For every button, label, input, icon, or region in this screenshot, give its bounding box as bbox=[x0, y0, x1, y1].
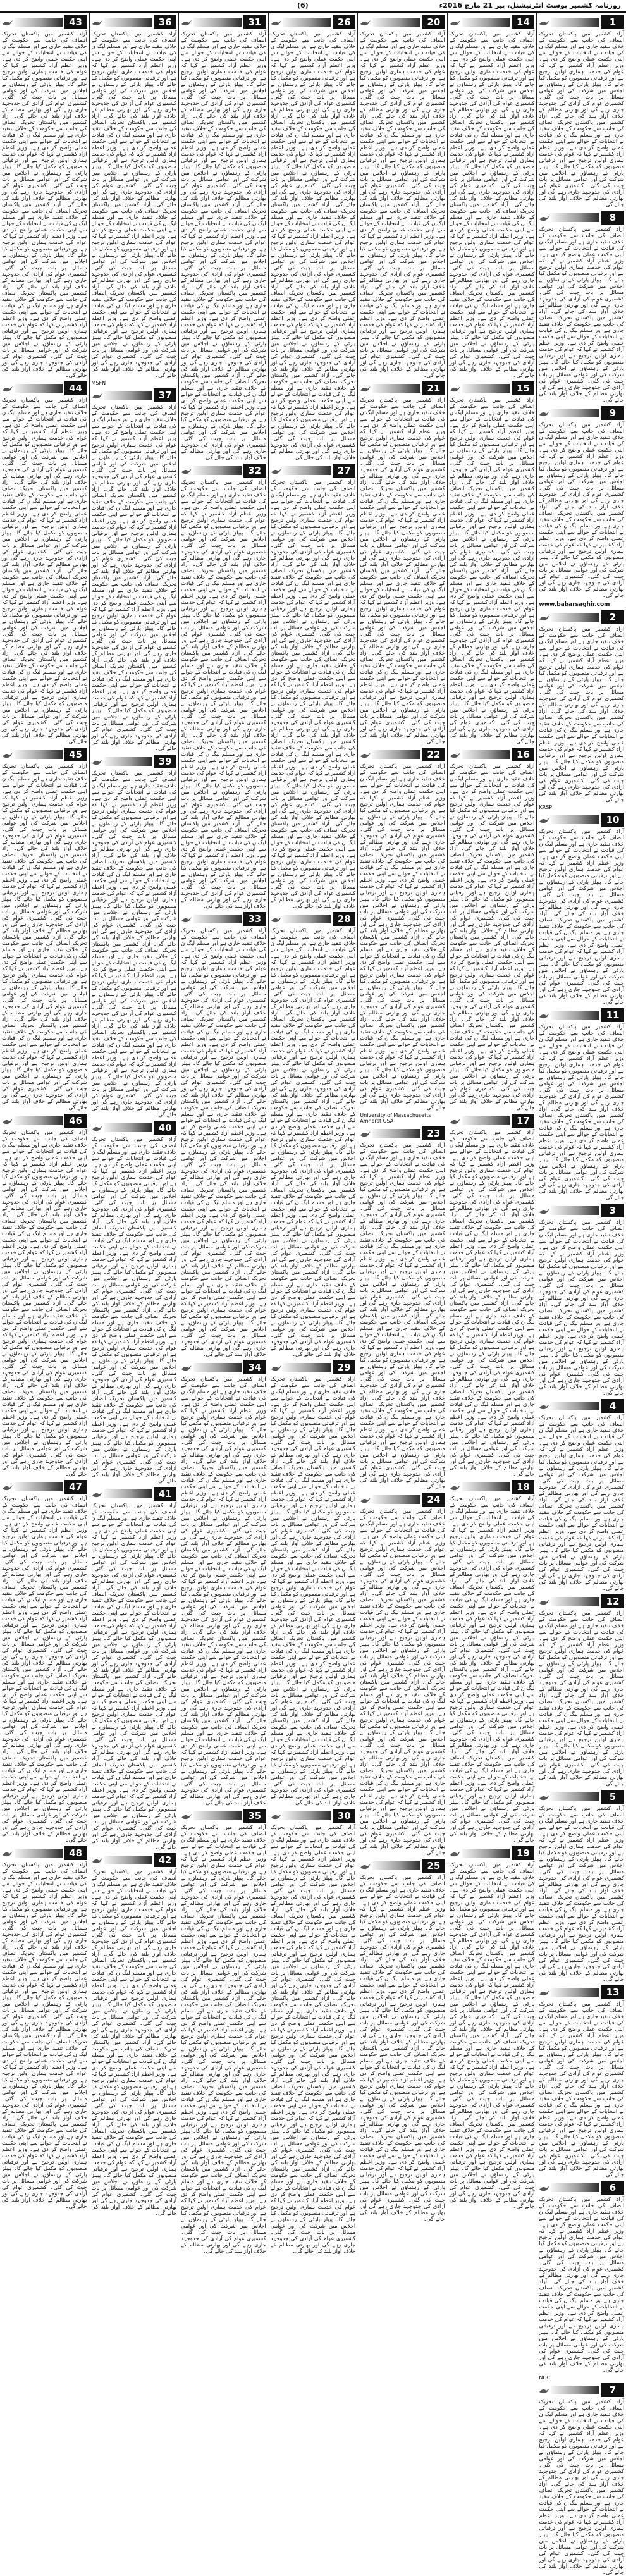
item-heading bbox=[2, 15, 87, 29]
item-heading bbox=[2, 381, 87, 395]
bird-icon bbox=[539, 2386, 550, 2394]
item-number: 45 bbox=[64, 748, 87, 761]
item-heading bbox=[92, 1121, 177, 1135]
item-text: آزاد کشمیر میں پاکستان تحریک انصاف کی جانب سے حکومت کے خلاف تنقید جاری ہے اور مسلم لیگ ن کی قیادت نے انتخابات کے حوالے سے اپنی حکمت عملی واضح کر دی ہے۔ وزیر اعظم آزاد کشمیر نے کہا کہ عوام کی خدمت ہماری اولین ترجیح ہے اور ترقیاتی منصوبوں کو مکمل کیا جائے گا۔ پیپلز پارٹی کے رہنماؤں نے اجلاس میں شرکت کی اور عوامی مسائل پر بات چیت کی گئی۔ کشمیری عوام کی آزادی کی جدوجہد جاری رہے گی اور بھارتی مظالم کے خلاف آواز بلند کی جائے گی۔ آزاد کشمیر میں پاکستان تحریک انصاف کی جانب سے حکومت کے خلاف تنقید جاری ہے اور مسلم لیگ ن کی قیادت نے انتخابات کے حوالے سے اپنی حکمت عملی واضح کر دی ہے۔ وزیر اعظم آزاد کشمیر نے کہا کہ عوام کی خدمت ہماری اولین ترجیح ہے اور ترقیاتی منصوبوں کو مکمل کیا جائے گا۔ پیپلز پارٹی کے رہنماؤں نے اجلاس میں شرکت کی اور عوامی مسائل پر بات چیت کی گئی۔ کشمیری عوام کی آزادی کی جدوجہد جاری رہے گی اور بھارتی مظالم کے خلاف آواز بلند کی جائے گی۔ آزاد کشمیر میں پاکستان تحریک انصاف کی جانب سے حکومت کے خلاف تنقید جاری ہے اور مسلم لیگ ن کی قیادت نے انتخابات کے حوالے سے اپنی حکمت عملی واضح کر دی ہے۔ وزیر اعظم آزاد کشمیر نے کہا کہ عوام کی خدمت ہماری اولین ترجیح ہے اور ترقیاتی منصوبوں کو مکمل کیا جائے گا۔ پیپلز پارٹی کے رہنماؤں نے اجلاس میں شرکت کی اور عوامی مسائل پر بات چیت کی گئی۔ کشمیری عوام کی آزادی کی جدوجہد جاری رہے گی اور بھارتی مظالم کے خلاف آواز بلند کی جائے گی۔ آزاد کشمیر میں پاکستان تحریک انصاف کی جانب سے حکومت کے خلاف تنقید جاری ہے اور مسلم لیگ ن کی قیادت نے انتخابات کے حوالے سے اپنی حکمت عملی واضح کر دی ہے۔ وزیر اعظم آزاد کشمیر نے کہا کہ عوام کی خدمت ہماری اولین ترجیح ہے اور ترقیاتی منصوبوں کو مکمل کیا جائے گا۔ پیپلز پارٹی کے رہنماؤں نے اجلاس میں شرکت کی اور عوامی مسائل پر بات چیت کی گئی۔ کشمیری عوام کی آزادی کی جدوجہد جاری رہے گی اور بھارتی مظالم کے خلاف آواز بلند کی جائے گی۔ bbox=[1, 1496, 87, 1844]
gradient-bar bbox=[372, 18, 420, 27]
item-heading bbox=[539, 1204, 624, 1217]
bird-icon bbox=[181, 915, 192, 923]
item-heading bbox=[92, 1853, 177, 1867]
bird-icon bbox=[2, 1482, 13, 1491]
item-heading bbox=[450, 1846, 535, 1860]
bird-icon bbox=[450, 1482, 461, 1491]
item-number: 47 bbox=[64, 1480, 87, 1494]
item-text: آزاد کشمیر میں پاکستان تحریک انصاف کی جانب سے حکومت کے خلاف تنقید جاری ہے اور مسلم لیگ ن کی قیادت نے انتخابات کے حوالے سے اپنی حکمت عملی واضح کر دی ہے۔ وزیر اعظم آزاد کشمیر نے کہا کہ عوام کی خدمت ہماری اولین ترجیح ہے اور ترقیاتی منصوبوں کو مکمل کیا جائے گا۔ پیپلز پارٹی کے رہنماؤں نے اجلاس میں شرکت کی اور عوامی مسائل پر بات چیت کی گئی۔ کشمیری عوام کی آزادی کی جدوجہد جاری رہے گی اور بھارتی مظالم کے خلاف آواز بلند کی جائے گی۔ آزاد کشمیر میں پاکستان تحریک انصاف کی جانب سے حکومت کے خلاف تنقید جاری ہے اور مسلم لیگ ن کی قیادت نے انتخابات کے حوالے سے اپنی حکمت عملی واضح کر دی ہے۔ وزیر اعظم آزاد کشمیر نے کہا کہ عوام کی خدمت ہماری اولین ترجیح ہے اور ترقیاتی منصوبوں کو مکمل کیا جائے گا۔ پیپلز پارٹی کے رہنماؤں نے اجلاس میں شرکت کی اور عوامی مسائل پر بات چیت کی گئی۔ کشمیری عوام کی آزادی کی جدوجہد جاری رہے گی اور بھارتی مظالم کے خلاف آواز بلند کی جائے گی۔ آزاد کشمیر میں پاکستان تحریک انصاف کی جانب سے حکومت کے خلاف تنقید جاری ہے اور مسلم لیگ ن کی قیادت نے انتخابات کے حوالے سے اپنی حکمت عملی واضح کر دی ہے۔ وزیر اعظم آزاد کشمیر نے کہا کہ عوام کی خدمت ہماری اولین ترجیح ہے اور ترقیاتی منصوبوں کو مکمل کیا جائے گا۔ پیپلز پارٹی کے رہنماؤں نے اجلاس میں شرکت کی اور عوامی مسائل پر بات چیت کی گئی۔ کشمیری عوام کی آزادی کی جدوجہد جاری رہے گی اور بھارتی مظالم کے خلاف آواز بلند کی جائے گی۔ آزاد کشمیر میں پاکستان تحریک انصاف کی جانب سے حکومت کے خلاف تنقید جاری ہے اور مسلم لیگ ن کی قیادت نے انتخابات کے حوالے سے اپنی حکمت عملی واضح کر دی ہے۔ وزیر اعظم آزاد کشمیر نے کہا کہ عوام کی خدمت ہماری اولین ترجیح ہے اور ترقیاتی منصوبوں کو مکمل کیا جائے گا۔ پیپلز پارٹی کے رہنماؤں نے اجلاس میں شرکت کی اور عوامی مسائل پر بات چیت کی گئی۔ کشمیری عوام کی آزادی کی جدوجہد جاری رہے گی اور بھارتی مظالم کے خلاف آواز بلند کی جائے گی۔ bbox=[360, 397, 445, 745]
news-item bbox=[2, 15, 87, 379]
item-text: آزاد کشمیر میں پاکستان تحریک انصاف کی جانب سے حکومت کے خلاف تنقید جاری ہے اور مسلم لیگ ن کی قیادت نے انتخابات کے حوالے سے اپنی حکمت عملی واضح کر دی ہے۔ وزیر اعظم آزاد کشمیر نے کہا کہ عوام کی خدمت ہماری اولین ترجیح ہے اور ترقیاتی منصوبوں کو مکمل کیا جائے گا۔ پیپلز پارٹی کے رہنماؤں نے اجلاس میں شرکت کی اور عوامی مسائل پر بات چیت کی گئی۔ کشمیری عوام کی آزادی کی جدوجہد جاری رہے گی اور بھارتی مظالم کے خلاف آواز بلند کی جائے گی۔ آزاد کشمیر میں پاکستان تحریک انصاف کی جانب سے حکومت کے خلاف تنقید جاری ہے اور مسلم لیگ ن کی قیادت نے انتخابات کے حوالے سے اپنی حکمت عملی واضح کر دی ہے۔ وزیر اعظم آزاد کشمیر نے کہا کہ عوام کی خدمت ہماری اولین ترجیح ہے اور ترقیاتی منصوبوں کو مکمل کیا جائے گا۔ پیپلز پارٹی کے رہنماؤں نے اجلاس میں شرکت کی اور عوامی مسائل پر بات چیت کی گئی۔ کشمیری عوام کی آزادی کی جدوجہد جاری رہے گی اور بھارتی مظالم کے خلاف آواز بلند کی جائے گی۔ آزاد کشمیر میں پاکستان تحریک انصاف کی جانب سے حکومت کے خلاف تنقید جاری ہے اور مسلم لیگ ن کی قیادت نے انتخابات کے حوالے سے اپنی حکمت عملی واضح کر دی ہے۔ وزیر اعظم آزاد کشمیر نے کہا کہ عوام کی خدمت ہماری اولین ترجیح ہے اور ترقیاتی منصوبوں کو مکمل کیا جائے گا۔ پیپلز پارٹی کے رہنماؤں نے اجلاس میں شرکت کی اور عوامی مسائل پر بات چیت کی گئی۔ کشمیری عوام کی آزادی کی جدوجہد جاری رہے گی اور بھارتی مظالم کے خلاف آواز بلند کی جائے گی۔ آزاد کشمیر میں پاکستان تحریک انصاف کی جانب سے حکومت کے خلاف تنقید جاری ہے اور مسلم لیگ ن کی قیادت نے انتخابات کے حوالے سے اپنی حکمت عملی واضح کر دی ہے۔ وزیر اعظم آزاد کشمیر نے کہا کہ عوام کی خدمت ہماری اولین ترجیح ہے اور ترقیاتی منصوبوں کو مکمل کیا جائے گا۔ پیپلز پارٹی کے رہنماؤں نے اجلاس میں شرکت کی اور عوامی مسائل پر بات چیت کی گئی۔ کشمیری عوام کی آزادی کی جدوجہد جاری رہے گی اور بھارتی مظالم کے خلاف آواز بلند کی جائے گی۔ آزاد کشمیر میں پاکستان تحریک انصاف کی جانب سے حکومت کے خلاف تنقید جاری ہے اور مسلم لیگ ن کی قیادت نے انتخابات کے حوالے سے اپنی حکمت عملی واضح کر دی ہے۔ وزیر اعظم آزاد کشمیر نے کہا کہ عوام کی خدمت ہماری اولین ترجیح ہے اور ترقیاتی منصوبوں کو مکمل کیا جائے گا۔ پیپلز پارٹی کے رہنماؤں نے اجلاس میں شرکت کی اور عوامی مسائل پر بات چیت کی گئی۔ کشمیری عوام کی آزادی کی جدوجہد جاری رہے گی اور بھارتی مظالم کے خلاف آواز بلند کی جائے گی۔ bbox=[270, 928, 356, 1358]
gradient-bar bbox=[551, 2386, 599, 2394]
item-number: 48 bbox=[64, 1846, 87, 1860]
item-text: آزاد کشمیر میں پاکستان تحریک انصاف کی جانب سے حکومت کے خلاف تنقید جاری ہے اور مسلم لیگ ن کی قیادت نے انتخابات کے حوالے سے اپنی حکمت عملی واضح کر دی ہے۔ وزیر اعظم آزاد کشمیر نے کہا کہ عوام کی خدمت ہماری اولین ترجیح ہے اور ترقیاتی منصوبوں کو مکمل کیا جائے گا۔ پیپلز پارٹی کے رہنماؤں نے اجلاس میں شرکت کی اور عوامی مسائل پر بات چیت کی گئی۔ کشمیری عوام کی آزادی کی جدوجہد جاری رہے گی اور بھارتی مظالم کے خلاف آواز بلند کی جائے گی۔ آزاد کشمیر میں پاکستان تحریک انصاف کی جانب سے حکومت کے خلاف تنقید جاری ہے اور مسلم لیگ ن کی قیادت نے انتخابات کے حوالے سے اپنی حکمت عملی واضح کر دی ہے۔ وزیر اعظم آزاد کشمیر نے کہا کہ عوام کی خدمت ہماری اولین ترجیح ہے اور ترقیاتی منصوبوں کو مکمل کیا جائے گا۔ پیپلز پارٹی کے رہنماؤں نے اجلاس میں شرکت کی اور عوامی مسائل پر بات چیت کی گئی۔ کشمیری عوام کی آزادی کی جدوجہد جاری رہے گی اور بھارتی مظالم کے خلاف آواز بلند کی جائے گی۔ آزاد کشمیر میں پاکستان تحریک انصاف کی جانب سے حکومت کے خلاف تنقید جاری ہے اور مسلم لیگ ن کی قیادت نے انتخابات کے حوالے سے اپنی حکمت عملی واضح کر دی ہے۔ وزیر اعظم آزاد کشمیر نے کہا کہ عوام کی خدمت ہماری اولین ترجیح ہے اور ترقیاتی منصوبوں کو مکمل کیا جائے گا۔ پیپلز پارٹی کے رہنماؤں نے اجلاس میں شرکت کی اور عوامی مسائل پر بات چیت کی گئی۔ کشمیری عوام کی آزادی کی جدوجہد جاری رہے گی اور بھارتی مظالم کے خلاف آواز بلند کی جائے گی۔ آزاد کشمیر میں پاکستان تحریک انصاف کی جانب سے حکومت کے خلاف تنقید جاری ہے اور مسلم لیگ ن کی قیادت نے انتخابات کے حوالے سے اپنی حکمت عملی واضح کر دی ہے۔ وزیر اعظم آزاد کشمیر نے کہا کہ عوام کی خدمت ہماری اولین ترجیح ہے اور ترقیاتی منصوبوں کو مکمل کیا جائے گا۔ پیپلز پارٹی کے رہنماؤں نے اجلاس میں شرکت کی اور عوامی مسائل پر بات چیت کی گئی۔ کشمیری عوام کی آزادی کی جدوجہد جاری رہے گی اور بھارتی مظالم کے خلاف آواز بلند کی جائے گی۔ آزاد کشمیر میں پاکستان تحریک انصاف کی جانب سے حکومت کے خلاف تنقید جاری ہے اور مسلم لیگ ن کی قیادت نے انتخابات کے حوالے سے اپنی حکمت عملی واضح کر دی ہے۔ وزیر اعظم آزاد کشمیر نے کہا کہ عوام کی خدمت ہماری اولین ترجیح ہے اور ترقیاتی منصوبوں کو مکمل کیا جائے گا۔ پیپلز پارٹی کے رہنماؤں نے اجلاس میں شرکت کی اور عوامی مسائل پر بات چیت کی گئی۔ کشمیری عوام کی آزادی کی جدوجہد جاری رہے گی اور بھارتی مظالم کے خلاف آواز بلند کی جائے گی۔ bbox=[181, 1825, 266, 2255]
item-text: آزاد کشمیر میں پاکستان تحریک انصاف کی جانب سے حکومت کے خلاف تنقید جاری ہے اور مسلم لیگ ن کی قیادت نے انتخابات کے حوالے سے اپنی حکمت عملی واضح کر دی ہے۔ وزیر اعظم آزاد کشمیر نے کہا کہ عوام کی خدمت ہماری اولین ترجیح ہے اور ترقیاتی منصوبوں کو مکمل کیا جائے گا۔ پیپلز پارٹی کے رہنماؤں نے اجلاس میں شرکت کی اور عوامی مسائل پر بات چیت کی گئی۔ کشمیری عوام کی آزادی کی جدوجہد جاری رہے گی اور بھارتی مظالم کے خلاف آواز بلند کی جائے گی۔ آزاد کشمیر میں پاکستان تحریک انصاف کی جانب سے حکومت کے خلاف تنقید جاری ہے اور مسلم لیگ ن کی قیادت نے انتخابات کے حوالے سے اپنی حکمت عملی واضح کر دی ہے۔ وزیر اعظم آزاد کشمیر نے کہا کہ عوام کی خدمت ہماری اولین ترجیح ہے اور ترقیاتی منصوبوں کو مکمل کیا جائے گا۔ پیپلز پارٹی کے رہنماؤں نے اجلاس میں شرکت کی اور عوامی مسائل پر بات چیت کی گئی۔ کشمیری عوام کی آزادی کی جدوجہد جاری رہے گی اور بھارتی مظالم کے خلاف آواز بلند کی جائے گی۔ آزاد کشمیر میں پاکستان تحریک انصاف کی جانب سے حکومت کے خلاف تنقید جاری ہے اور مسلم لیگ ن کی قیادت نے انتخابات کے حوالے سے اپنی حکمت عملی واضح کر دی ہے۔ وزیر اعظم آزاد کشمیر نے کہا کہ عوام کی خدمت ہماری اولین ترجیح ہے اور ترقیاتی منصوبوں کو مکمل کیا جائے گا۔ پیپلز پارٹی کے رہنماؤں نے اجلاس میں شرکت کی اور عوامی مسائل پر بات چیت کی گئی۔ کشمیری عوام کی آزادی کی جدوجہد جاری رہے گی اور بھارتی مظالم کے خلاف آواز بلند کی جائے گی۔ آزاد کشمیر میں پاکستان تحریک انصاف کی جانب سے حکومت کے خلاف تنقید جاری ہے اور مسلم لیگ ن کی قیادت نے انتخابات کے حوالے سے اپنی حکمت عملی واضح کر دی ہے۔ وزیر اعظم آزاد کشمیر نے کہا کہ عوام کی خدمت ہماری اولین ترجیح ہے اور ترقیاتی منصوبوں کو مکمل کیا جائے گا۔ پیپلز پارٹی کے رہنماؤں نے اجلاس میں شرکت کی اور عوامی مسائل پر بات چیت کی گئی۔ کشمیری عوام کی آزادی کی جدوجہد جاری رہے گی اور بھارتی مظالم کے خلاف آواز بلند کی جائے گی۔ آزاد کشمیر میں پاکستان تحریک انصاف کی جانب سے حکومت کے خلاف تنقید جاری ہے اور مسلم لیگ ن کی قیادت نے انتخابات کے حوالے سے اپنی حکمت عملی واضح کر دی ہے۔ وزیر اعظم آزاد کشمیر نے کہا کہ عوام کی خدمت ہماری اولین ترجیح ہے اور ترقیاتی منصوبوں کو مکمل کیا جائے گا۔ پیپلز پارٹی کے رہنماؤں نے اجلاس میں شرکت کی اور عوامی مسائل پر بات چیت کی گئی۔ کشمیری عوام کی آزادی کی جدوجہد جاری رہے گی اور بھارتی مظالم کے خلاف آواز بلند کی جائے گی۔ bbox=[181, 1376, 266, 1806]
gradient-bar bbox=[193, 915, 242, 923]
item-number: 17 bbox=[512, 1114, 534, 1128]
gradient-bar bbox=[104, 1123, 152, 1132]
item-heading bbox=[360, 1493, 445, 1507]
gradient-bar bbox=[104, 757, 152, 766]
item-number: 18 bbox=[512, 1480, 534, 1494]
bird-icon bbox=[539, 213, 550, 222]
news-item bbox=[92, 1487, 177, 1851]
publication-title: روزنامہ کشمیر پوسٹ انٹرنیشنل، پیر 21 مارچ 2016ء bbox=[439, 1, 621, 9]
item-heading bbox=[539, 1790, 624, 1804]
item-heading bbox=[539, 406, 624, 420]
gradient-bar bbox=[15, 1482, 63, 1491]
item-text: آزاد کشمیر میں پاکستان تحریک انصاف کی جانب سے حکومت کے خلاف تنقید جاری ہے اور مسلم لیگ ن کی قیادت نے انتخابات کے حوالے سے اپنی حکمت عملی واضح کر دی ہے۔ وزیر اعظم آزاد کشمیر نے کہا کہ عوام کی خدمت ہماری اولین ترجیح ہے اور ترقیاتی منصوبوں کو مکمل کیا جائے گا۔ پیپلز پارٹی کے رہنماؤں نے اجلاس میں شرکت کی اور عوامی مسائل پر بات چیت کی گئی۔ کشمیری عوام کی آزادی کی جدوجہد جاری رہے گی اور بھارتی مظالم کے خلاف آواز بلند کی جائے گی۔ آزاد کشمیر میں پاکستان تحریک انصاف کی جانب سے حکومت کے خلاف تنقید جاری ہے اور مسلم لیگ ن کی قیادت نے انتخابات کے حوالے سے اپنی حکمت عملی واضح کر دی ہے۔ وزیر اعظم آزاد کشمیر نے کہا کہ عوام کی خدمت ہماری اولین ترجیح ہے اور ترقیاتی منصوبوں کو مکمل کیا جائے گا۔ پیپلز پارٹی کے رہنماؤں نے اجلاس میں شرکت کی اور عوامی مسائل پر بات چیت کی گئی۔ کشمیری عوام کی آزادی کی جدوجہد جاری رہے گی اور بھارتی مظالم کے خلاف آواز بلند کی جائے گی۔ bbox=[539, 31, 624, 208]
news-item bbox=[271, 464, 356, 909]
bird-icon bbox=[181, 18, 192, 27]
bird-icon bbox=[271, 1363, 282, 1372]
gradient-bar bbox=[551, 213, 599, 222]
item-heading bbox=[271, 464, 356, 478]
item-text: آزاد کشمیر میں پاکستان تحریک انصاف کی جانب سے حکومت کے خلاف تنقید جاری ہے اور مسلم لیگ ن کی قیادت نے انتخابات کے حوالے سے اپنی حکمت عملی واضح کر دی ہے۔ وزیر اعظم آزاد کشمیر نے کہا کہ عوام کی خدمت ہماری اولین ترجیح ہے اور ترقیاتی منصوبوں کو مکمل کیا جائے گا۔ پیپلز پارٹی کے رہنماؤں نے اجلاس میں شرکت کی اور عوامی مسائل پر بات چیت کی گئی۔ کشمیری عوام کی آزادی کی جدوجہد جاری رہے گی اور بھارتی مظالم کے خلاف آواز بلند کی جائے گی۔ آزاد کشمیر میں پاکستان تحریک انصاف کی جانب سے حکومت کے خلاف تنقید جاری ہے اور مسلم لیگ ن کی قیادت نے انتخابات کے حوالے سے اپنی حکمت عملی واضح کر دی ہے۔ وزیر اعظم آزاد کشمیر نے کہا کہ عوام کی خدمت ہماری اولین ترجیح ہے اور ترقیاتی منصوبوں کو مکمل کیا جائے گا۔ پیپلز پارٹی کے رہنماؤں نے اجلاس میں شرکت کی اور عوامی مسائل پر بات چیت کی گئی۔ کشمیری عوام کی آزادی کی جدوجہد جاری رہے گی اور بھارتی مظالم کے خلاف آواز بلند کی جائے گی۔ آزاد کشمیر میں پاکستان تحریک انصاف کی جانب سے حکومت کے خلاف تنقید جاری ہے اور مسلم لیگ ن کی قیادت نے انتخابات کے حوالے سے اپنی حکمت عملی واضح کر دی ہے۔ وزیر اعظم آزاد کشمیر نے کہا کہ عوام کی خدمت ہماری اولین ترجیح ہے اور ترقیاتی منصوبوں کو مکمل کیا جائے گا۔ پیپلز پارٹی کے رہنماؤں نے اجلاس میں شرکت کی اور عوامی مسائل پر بات چیت کی گئی۔ کشمیری عوام کی آزادی کی جدوجہد جاری رہے گی اور بھارتی مظالم کے خلاف آواز بلند کی جائے گی۔ آزاد کشمیر میں پاکستان تحریک انصاف کی جانب سے حکومت کے خلاف تنقید جاری ہے اور مسلم لیگ ن کی قیادت نے انتخابات کے حوالے سے اپنی حکمت عملی واضح کر دی ہے۔ وزیر اعظم آزاد کشمیر نے کہا کہ عوام کی خدمت ہماری اولین ترجیح ہے اور ترقیاتی منصوبوں کو مکمل کیا جائے گا۔ پیپلز پارٹی کے رہنماؤں نے اجلاس میں شرکت کی اور عوامی مسائل پر بات چیت کی گئی۔ کشمیری عوام کی آزادی کی جدوجہد جاری رہے گی اور بھارتی مظالم کے خلاف آواز بلند کی جائے گی۔ bbox=[360, 1875, 445, 2222]
item-heading bbox=[450, 1480, 535, 1494]
item-text: آزاد کشمیر میں پاکستان تحریک انصاف کی جانب سے حکومت کے خلاف تنقید جاری ہے اور مسلم لیگ ن کی قیادت نے انتخابات کے حوالے سے اپنی حکمت عملی واضح کر دی ہے۔ وزیر اعظم آزاد کشمیر نے کہا کہ عوام کی خدمت ہماری اولین ترجیح ہے اور ترقیاتی منصوبوں کو مکمل کیا جائے گا۔ پیپلز پارٹی کے رہنماؤں نے اجلاس میں شرکت کی اور عوامی مسائل پر بات چیت کی گئی۔ کشمیری عوام کی آزادی کی جدوجہد جاری رہے گی اور بھارتی مظالم کے خلاف آواز بلند کی جائے گی۔ آزاد کشمیر میں پاکستان تحریک انصاف کی جانب سے حکومت کے خلاف تنقید جاری ہے اور مسلم لیگ ن کی قیادت نے انتخابات کے حوالے سے اپنی حکمت عملی واضح کر دی ہے۔ وزیر اعظم آزاد کشمیر نے کہا کہ عوام کی خدمت ہماری اولین ترجیح ہے اور ترقیاتی منصوبوں کو مکمل کیا جائے گا۔ پیپلز پارٹی کے رہنماؤں نے اجلاس میں شرکت کی اور عوامی مسائل پر بات چیت کی گئی۔ کشمیری عوام کی آزادی کی جدوجہد جاری رہے گی اور بھارتی مظالم کے خلاف آواز بلند کی جائے گی۔ آزاد کشمیر میں پاکستان تحریک انصاف کی جانب سے حکومت کے خلاف تنقید جاری ہے اور مسلم لیگ ن کی قیادت نے انتخابات کے حوالے سے اپنی حکمت عملی واضح کر دی ہے۔ وزیر اعظم آزاد کشمیر نے کہا کہ عوام کی خدمت ہماری اولین ترجیح ہے اور ترقیاتی منصوبوں کو مکمل کیا جائے گا۔ پیپلز پارٹی کے رہنماؤں نے اجلاس میں شرکت کی اور عوامی مسائل پر بات چیت کی گئی۔ کشمیری عوام کی آزادی کی جدوجہد جاری رہے گی اور بھارتی مظالم کے خلاف آواز بلند کی جائے گی۔ آزاد کشمیر میں پاکستان تحریک انصاف کی جانب سے حکومت کے خلاف تنقید جاری ہے اور مسلم لیگ ن کی قیادت نے انتخابات کے حوالے سے اپنی حکمت عملی واضح کر دی ہے۔ وزیر اعظم آزاد کشمیر نے کہا کہ عوام کی خدمت ہماری اولین ترجیح ہے اور ترقیاتی منصوبوں کو مکمل کیا جائے گا۔ پیپلز پارٹی کے رہنماؤں نے اجلاس میں شرکت کی اور عوامی مسائل پر بات چیت کی گئی۔ کشمیری عوام کی آزادی کی جدوجہد جاری رہے گی اور بھارتی مظالم کے خلاف آواز بلند کی جائے گی۔ bbox=[449, 763, 535, 1111]
item-number: 6 bbox=[601, 2181, 624, 2195]
item-number: 21 bbox=[422, 381, 445, 395]
item-number: 25 bbox=[422, 1859, 445, 1873]
gradient-bar bbox=[551, 1402, 599, 1410]
bird-icon bbox=[450, 750, 461, 759]
news-item bbox=[539, 406, 624, 608]
item-text: آزاد کشمیر میں پاکستان تحریک انصاف کی جانب سے حکومت کے خلاف تنقید جاری ہے اور مسلم لیگ ن کی قیادت نے انتخابات کے حوالے سے اپنی حکمت عملی واضح کر دی ہے۔ وزیر اعظم آزاد کشمیر نے کہا کہ عوام کی خدمت ہماری اولین ترجیح ہے اور ترقیاتی منصوبوں کو مکمل کیا جائے گا۔ پیپلز پارٹی کے رہنماؤں نے اجلاس میں شرکت کی اور عوامی مسائل پر بات چیت کی گئی۔ کشمیری عوام کی آزادی کی جدوجہد جاری رہے گی اور بھارتی مظالم کے خلاف آواز بلند کی جائے گی۔ آزاد کشمیر میں پاکستان تحریک انصاف کی جانب سے حکومت کے خلاف تنقید جاری ہے اور مسلم لیگ ن کی قیادت نے انتخابات کے حوالے سے اپنی حکمت عملی واضح کر دی ہے۔ وزیر اعظم آزاد کشمیر نے کہا کہ عوام کی خدمت ہماری اولین ترجیح ہے اور ترقیاتی منصوبوں کو مکمل کیا جائے گا۔ پیپلز پارٹی کے رہنماؤں نے اجلاس میں شرکت کی اور عوامی مسائل پر بات چیت کی گئی۔ کشمیری عوام کی آزادی کی جدوجہد جاری رہے گی اور بھارتی مظالم کے خلاف آواز بلند کی جائے گی۔ آزاد کشمیر میں پاکستان تحریک انصاف کی جانب سے حکومت کے خلاف تنقید جاری ہے اور مسلم لیگ ن کی قیادت نے انتخابات کے حوالے سے اپنی حکمت عملی واضح کر دی ہے۔ وزیر اعظم آزاد کشمیر نے کہا کہ عوام کی خدمت ہماری اولین ترجیح ہے اور ترقیاتی منصوبوں کو مکمل کیا جائے گا۔ پیپلز پارٹی کے رہنماؤں نے اجلاس میں شرکت کی اور عوامی مسائل پر بات چیت کی گئی۔ کشمیری عوام کی آزادی کی جدوجہد جاری رہے گی اور بھارتی مظالم کے خلاف آواز بلند کی جائے گی۔ آزاد کشمیر میں پاکستان تحریک انصاف کی جانب سے حکومت کے خلاف تنقید جاری ہے اور مسلم لیگ ن کی قیادت نے انتخابات کے حوالے سے اپنی حکمت عملی واضح کر دی ہے۔ وزیر اعظم آزاد کشمیر نے کہا کہ عوام کی خدمت ہماری اولین ترجیح ہے اور ترقیاتی منصوبوں کو مکمل کیا جائے گا۔ پیپلز پارٹی کے رہنماؤں نے اجلاس میں شرکت کی اور عوامی مسائل پر بات چیت کی گئی۔ کشمیری عوام کی آزادی کی جدوجہد جاری رہے گی اور بھارتی مظالم کے خلاف آواز بلند کی جائے گی۔ آزاد کشمیر میں پاکستان تحریک انصاف کی جانب سے حکومت کے خلاف تنقید جاری ہے اور مسلم لیگ ن کی قیادت نے انتخابات کے حوالے سے اپنی حکمت عملی واضح کر دی ہے۔ وزیر اعظم آزاد کشمیر نے کہا کہ عوام کی خدمت ہماری اولین ترجیح ہے اور ترقیاتی منصوبوں کو مکمل کیا جائے گا۔ پیپلز پارٹی کے رہنماؤں نے اجلاس میں شرکت کی اور عوامی مسائل پر بات چیت کی گئی۔ کشمیری عوام کی آزادی کی جدوجہد جاری رہے گی اور بھارتی مظالم کے خلاف آواز بلند کی جائے گی۔ bbox=[181, 479, 266, 909]
gradient-bar bbox=[283, 915, 331, 923]
news-item bbox=[181, 1360, 266, 1806]
item-number: 15 bbox=[512, 381, 534, 395]
gradient-bar bbox=[551, 1988, 599, 1997]
item-number: 27 bbox=[333, 464, 355, 478]
news-item bbox=[539, 610, 624, 810]
item-heading bbox=[92, 1487, 177, 1501]
item-heading bbox=[539, 1399, 624, 1413]
gradient-bar bbox=[462, 750, 510, 759]
news-item bbox=[2, 748, 87, 1111]
news-column bbox=[357, 13, 447, 2222]
bird-icon bbox=[539, 613, 550, 622]
news-item bbox=[539, 2383, 624, 2576]
item-number: 40 bbox=[154, 1121, 176, 1135]
item-number: 30 bbox=[333, 1809, 355, 1823]
news-column bbox=[536, 13, 626, 2576]
item-heading bbox=[539, 2181, 624, 2195]
bird-icon bbox=[360, 18, 371, 27]
news-item bbox=[92, 1121, 177, 1484]
gradient-bar bbox=[283, 466, 331, 475]
bird-icon bbox=[450, 384, 461, 393]
news-item bbox=[450, 1480, 535, 1844]
item-text: آزاد کشمیر میں پاکستان تحریک انصاف کی جانب سے حکومت کے خلاف تنقید جاری ہے اور مسلم لیگ ن کی قیادت نے انتخابات کے حوالے سے اپنی حکمت عملی واضح کر دی ہے۔ وزیر اعظم آزاد کشمیر نے کہا کہ عوام کی خدمت ہماری اولین ترجیح ہے اور ترقیاتی منصوبوں کو مکمل کیا جائے گا۔ پیپلز پارٹی کے رہنماؤں نے اجلاس میں شرکت کی اور عوامی مسائل پر بات چیت کی گئی۔ کشمیری عوام کی آزادی کی جدوجہد جاری رہے گی اور بھارتی مظالم کے خلاف آواز بلند کی جائے گی۔ آزاد کشمیر میں پاکستان تحریک انصاف کی جانب سے حکومت کے خلاف تنقید جاری ہے اور مسلم لیگ ن کی قیادت نے انتخابات کے حوالے سے اپنی حکمت عملی واضح کر دی ہے۔ وزیر اعظم آزاد کشمیر نے کہا کہ عوام کی خدمت ہماری اولین ترجیح ہے اور ترقیاتی منصوبوں کو مکمل کیا جائے گا۔ پیپلز پارٹی کے رہنماؤں نے اجلاس میں شرکت کی اور عوامی مسائل پر بات چیت کی گئی۔ کشمیری عوام کی آزادی کی جدوجہد جاری رہے گی اور بھارتی مظالم کے خلاف آواز بلند کی جائے گی۔ آزاد کشمیر میں پاکستان تحریک انصاف کی جانب سے حکومت کے خلاف تنقید جاری ہے اور مسلم لیگ ن کی قیادت نے انتخابات کے حوالے سے اپنی حکمت عملی واضح کر دی ہے۔ وزیر اعظم آزاد کشمیر نے کہا کہ عوام کی خدمت ہماری اولین ترجیح ہے اور ترقیاتی منصوبوں کو مکمل کیا جائے گا۔ پیپلز پارٹی کے رہنماؤں نے اجلاس میں شرکت کی اور عوامی مسائل پر بات چیت کی گئی۔ کشمیری عوام کی آزادی کی جدوجہد جاری رہے گی اور بھارتی مظالم کے خلاف آواز بلند کی جائے گی۔ آزاد کشمیر میں پاکستان تحریک انصاف کی جانب سے حکومت کے خلاف تنقید جاری ہے اور مسلم لیگ ن کی قیادت نے انتخابات کے حوالے سے اپنی حکمت عملی واضح کر دی ہے۔ وزیر اعظم آزاد کشمیر نے کہا کہ عوام کی خدمت ہماری اولین ترجیح ہے اور ترقیاتی منصوبوں کو مکمل کیا جائے گا۔ پیپلز پارٹی کے رہنماؤں نے اجلاس میں شرکت کی اور عوامی مسائل پر بات چیت کی گئی۔ کشمیری عوام کی آزادی کی جدوجہد جاری رہے گی اور بھارتی مظالم کے خلاف آواز بلند کی جائے گی۔ آزاد کشمیر میں پاکستان تحریک انصاف کی جانب سے حکومت کے خلاف تنقید جاری ہے اور مسلم لیگ ن کی قیادت نے انتخابات کے حوالے سے اپنی حکمت عملی واضح کر دی ہے۔ وزیر اعظم آزاد کشمیر نے کہا کہ عوام کی خدمت ہماری اولین ترجیح ہے اور ترقیاتی منصوبوں کو مکمل کیا جائے گا۔ پیپلز پارٹی کے رہنماؤں نے اجلاس میں شرکت کی اور عوامی مسائل پر بات چیت کی گئی۔ کشمیری عوام کی آزادی کی جدوجہد جاری رہے گی اور بھارتی مظالم کے خلاف آواز بلند کی جائے گی۔ bbox=[270, 479, 356, 909]
gradient-bar bbox=[372, 750, 420, 759]
item-text: آزاد کشمیر میں پاکستان تحریک انصاف کی جانب سے حکومت کے خلاف تنقید جاری ہے اور مسلم لیگ ن کی قیادت نے انتخابات کے حوالے سے اپنی حکمت عملی واضح کر دی ہے۔ وزیر اعظم آزاد کشمیر نے کہا کہ عوام کی خدمت ہماری اولین ترجیح ہے اور ترقیاتی منصوبوں کو مکمل کیا جائے گا۔ پیپلز پارٹی کے رہنماؤں نے اجلاس میں شرکت کی اور عوامی مسائل پر بات چیت کی گئی۔ کشمیری عوام کی آزادی کی جدوجہد جاری رہے گی اور بھارتی مظالم کے خلاف آواز بلند کی جائے گی۔ آزاد کشمیر میں پاکستان تحریک انصاف کی جانب سے حکومت کے خلاف تنقید جاری ہے اور مسلم لیگ ن کی قیادت نے انتخابات کے حوالے سے اپنی حکمت عملی واضح کر دی ہے۔ وزیر اعظم آزاد کشمیر نے کہا کہ عوام کی خدمت ہماری اولین ترجیح ہے اور ترقیاتی منصوبوں کو مکمل کیا جائے گا۔ پیپلز پارٹی کے رہنماؤں نے اجلاس میں شرکت کی اور عوامی مسائل پر بات چیت کی گئی۔ کشمیری عوام کی آزادی کی جدوجہد جاری رہے گی اور بھارتی مظالم کے خلاف آواز بلند کی جائے گی۔ bbox=[539, 2001, 624, 2178]
news-item bbox=[181, 1809, 266, 2255]
item-number: 13 bbox=[601, 1985, 624, 1999]
news-item bbox=[2, 1480, 87, 1844]
news-item bbox=[92, 15, 177, 386]
news-column bbox=[178, 13, 268, 2255]
item-heading bbox=[539, 1594, 624, 1608]
news-item bbox=[539, 1594, 624, 1787]
gradient-bar bbox=[462, 18, 510, 27]
bird-icon bbox=[360, 750, 371, 759]
item-heading bbox=[360, 748, 445, 761]
item-heading bbox=[181, 912, 266, 926]
item-number: 16 bbox=[512, 748, 534, 761]
item-number: 12 bbox=[601, 1594, 624, 1608]
item-number: 5 bbox=[601, 1790, 624, 1804]
item-number: 9 bbox=[601, 406, 624, 420]
item-text: آزاد کشمیر میں پاکستان تحریک انصاف کی جانب سے حکومت کے خلاف تنقید جاری ہے اور مسلم لیگ ن کی قیادت نے انتخابات کے حوالے سے اپنی حکمت عملی واضح کر دی ہے۔ وزیر اعظم آزاد کشمیر نے کہا کہ عوام کی خدمت ہماری اولین ترجیح ہے اور ترقیاتی منصوبوں کو مکمل کیا جائے گا۔ پیپلز پارٹی کے رہنماؤں نے اجلاس میں شرکت کی اور عوامی مسائل پر بات چیت کی گئی۔ کشمیری عوام کی آزادی کی جدوجہد جاری رہے گی اور بھارتی مظالم کے خلاف آواز بلند کی جائے گی۔ آزاد کشمیر میں پاکستان تحریک انصاف کی جانب سے حکومت کے خلاف تنقید جاری ہے اور مسلم لیگ ن کی قیادت نے انتخابات کے حوالے سے اپنی حکمت عملی واضح کر دی ہے۔ وزیر اعظم آزاد کشمیر نے کہا کہ عوام کی خدمت ہماری اولین ترجیح ہے اور ترقیاتی منصوبوں کو مکمل کیا جائے گا۔ پیپلز پارٹی کے رہنماؤں نے اجلاس میں شرکت کی اور عوامی مسائل پر بات چیت کی گئی۔ کشمیری عوام کی آزادی کی جدوجہد جاری رہے گی اور بھارتی مظالم کے خلاف آواز بلند کی جائے گی۔ آزاد کشمیر میں پاکستان تحریک انصاف کی جانب سے حکومت کے خلاف تنقید جاری ہے اور مسلم لیگ ن کی قیادت نے انتخابات کے حوالے سے اپنی حکمت عملی واضح کر دی ہے۔ وزیر اعظم آزاد کشمیر نے کہا کہ عوام کی خدمت ہماری اولین ترجیح ہے اور ترقیاتی منصوبوں کو مکمل کیا جائے گا۔ پیپلز پارٹی کے رہنماؤں نے اجلاس میں شرکت کی اور عوامی مسائل پر بات چیت کی گئی۔ کشمیری عوام کی آزادی کی جدوجہد جاری رہے گی اور بھارتی مظالم کے خلاف آواز بلند کی جائے گی۔ آزاد کشمیر میں پاکستان تحریک انصاف کی جانب سے حکومت کے خلاف تنقید جاری ہے اور مسلم لیگ ن کی قیادت نے انتخابات کے حوالے سے اپنی حکمت عملی واضح کر دی ہے۔ وزیر اعظم آزاد کشمیر نے کہا کہ عوام کی خدمت ہماری اولین ترجیح ہے اور ترقیاتی منصوبوں کو مکمل کیا جائے گا۔ پیپلز پارٹی کے رہنماؤں نے اجلاس میں شرکت کی اور عوامی مسائل پر بات چیت کی گئی۔ کشمیری عوام کی آزادی کی جدوجہد جاری رہے گی اور بھارتی مظالم کے خلاف آواز بلند کی جائے گی۔ bbox=[1, 763, 87, 1111]
item-heading bbox=[2, 1480, 87, 1494]
item-text: آزاد کشمیر میں پاکستان تحریک انصاف کی جانب سے حکومت کے خلاف تنقید جاری ہے اور مسلم لیگ ن کی قیادت نے انتخابات کے حوالے سے اپنی حکمت عملی واضح کر دی ہے۔ وزیر اعظم آزاد کشمیر نے کہا کہ عوام کی خدمت ہماری اولین ترجیح ہے اور ترقیاتی منصوبوں کو مکمل کیا جائے گا۔ پیپلز پارٹی کے رہنماؤں نے اجلاس میں شرکت کی اور عوامی مسائل پر بات چیت کی گئی۔ کشمیری عوام کی آزادی کی جدوجہد جاری رہے گی اور بھارتی مظالم کے خلاف آواز بلند کی جائے گی۔ آزاد کشمیر میں پاکستان تحریک انصاف کی جانب سے حکومت کے خلاف تنقید جاری ہے اور مسلم لیگ ن کی قیادت نے انتخابات کے حوالے سے اپنی حکمت عملی واضح کر دی ہے۔ وزیر اعظم آزاد کشمیر نے کہا کہ عوام کی خدمت ہماری اولین ترجیح ہے اور ترقیاتی منصوبوں کو مکمل کیا جائے گا۔ پیپلز پارٹی کے رہنماؤں نے اجلاس میں شرکت کی اور عوامی مسائل پر بات چیت کی گئی۔ کشمیری عوام کی آزادی کی جدوجہد جاری رہے گی اور بھارتی مظالم کے خلاف آواز بلند کی جائے گی۔ آزاد کشمیر میں پاکستان تحریک انصاف کی جانب سے حکومت کے خلاف تنقید جاری ہے اور مسلم لیگ ن کی قیادت نے انتخابات کے حوالے سے اپنی حکمت عملی واضح کر دی ہے۔ وزیر اعظم آزاد کشمیر نے کہا کہ عوام کی خدمت ہماری اولین ترجیح ہے اور ترقیاتی منصوبوں کو مکمل کیا جائے گا۔ پیپلز پارٹی کے رہنماؤں نے اجلاس میں شرکت کی اور عوامی مسائل پر بات چیت کی گئی۔ کشمیری عوام کی آزادی کی جدوجہد جاری رہے گی اور بھارتی مظالم کے خلاف آواز بلند کی جائے گی۔ آزاد کشمیر میں پاکستان تحریک انصاف کی جانب سے حکومت کے خلاف تنقید جاری ہے اور مسلم لیگ ن کی قیادت نے انتخابات کے حوالے سے اپنی حکمت عملی واضح کر دی ہے۔ وزیر اعظم آزاد کشمیر نے کہا کہ عوام کی خدمت ہماری اولین ترجیح ہے اور ترقیاتی منصوبوں کو مکمل کیا جائے گا۔ پیپلز پارٹی کے رہنماؤں نے اجلاس میں شرکت کی اور عوامی مسائل پر بات چیت کی گئی۔ کشمیری عوام کی آزادی کی جدوجہد جاری رہے گی اور بھارتی مظالم کے خلاف آواز بلند کی جائے گی۔ bbox=[449, 1496, 535, 1844]
bird-icon bbox=[450, 1849, 461, 1858]
item-text: آزاد کشمیر میں پاکستان تحریک انصاف کی جانب سے حکومت کے خلاف تنقید جاری ہے اور مسلم لیگ ن کی قیادت نے انتخابات کے حوالے سے اپنی حکمت عملی واضح کر دی ہے۔ وزیر اعظم آزاد کشمیر نے کہا کہ عوام کی خدمت ہماری اولین ترجیح ہے اور ترقیاتی منصوبوں کو مکمل کیا جائے گا۔ پیپلز پارٹی کے رہنماؤں نے اجلاس میں شرکت کی اور عوامی مسائل پر بات چیت کی گئی۔ کشمیری عوام کی آزادی کی جدوجہد جاری رہے گی اور بھارتی مظالم کے خلاف آواز بلند کی جائے گی۔ آزاد کشمیر میں پاکستان تحریک انصاف کی جانب سے حکومت کے خلاف تنقید جاری ہے اور مسلم لیگ ن کی قیادت نے انتخابات کے حوالے سے اپنی حکمت عملی واضح کر دی ہے۔ وزیر اعظم آزاد کشمیر نے کہا کہ عوام کی خدمت ہماری اولین ترجیح ہے اور ترقیاتی منصوبوں کو مکمل کیا جائے گا۔ پیپلز پارٹی کے رہنماؤں نے اجلاس میں شرکت کی اور عوامی مسائل پر بات چیت کی گئی۔ کشمیری عوام کی آزادی کی جدوجہد جاری رہے گی اور بھارتی مظالم کے خلاف آواز بلند کی جائے گی۔ آزاد کشمیر میں پاکستان تحریک انصاف کی جانب سے حکومت کے خلاف تنقید جاری ہے اور مسلم لیگ ن کی قیادت نے انتخابات کے حوالے سے اپنی حکمت عملی واضح کر دی ہے۔ وزیر اعظم آزاد کشمیر نے کہا کہ عوام کی خدمت ہماری اولین ترجیح ہے اور ترقیاتی منصوبوں کو مکمل کیا جائے گا۔ پیپلز پارٹی کے رہنماؤں نے اجلاس میں شرکت کی اور عوامی مسائل پر بات چیت کی گئی۔ کشمیری عوام کی آزادی کی جدوجہد جاری رہے گی اور بھارتی مظالم کے خلاف آواز بلند کی جائے گی۔ آزاد کشمیر میں پاکستان تحریک انصاف کی جانب سے حکومت کے خلاف تنقید جاری ہے اور مسلم لیگ ن کی قیادت نے انتخابات کے حوالے سے اپنی حکمت عملی واضح کر دی ہے۔ وزیر اعظم آزاد کشمیر نے کہا کہ عوام کی خدمت ہماری اولین ترجیح ہے اور ترقیاتی منصوبوں کو مکمل کیا جائے گا۔ پیپلز پارٹی کے رہنماؤں نے اجلاس میں شرکت کی اور عوامی مسائل پر بات چیت کی گئی۔ کشمیری عوام کی آزادی کی جدوجہد جاری رہے گی اور بھارتی مظالم کے خلاف آواز بلند کی جائے گی۔ آزاد کشمیر میں پاکستان تحریک انصاف کی جانب سے حکومت کے خلاف تنقید جاری ہے اور مسلم لیگ ن کی قیادت نے انتخابات کے حوالے سے اپنی حکمت عملی واضح کر دی ہے۔ وزیر اعظم آزاد کشمیر نے کہا کہ عوام کی خدمت ہماری اولین ترجیح ہے اور ترقیاتی منصوبوں کو مکمل کیا جائے گا۔ پیپلز پارٹی کے رہنماؤں نے اجلاس میں شرکت کی اور عوامی مسائل پر بات چیت کی گئی۔ کشمیری عوام کی آزادی کی جدوجہد جاری رہے گی اور بھارتی مظالم کے خلاف آواز بلند کی جائے گی۔ bbox=[270, 1376, 356, 1806]
news-item bbox=[271, 15, 356, 461]
gradient-bar bbox=[372, 1495, 420, 1504]
item-heading bbox=[360, 1859, 445, 1873]
news-item bbox=[2, 1846, 87, 2210]
item-text: آزاد کشمیر میں پاکستان تحریک انصاف کی جانب سے حکومت کے خلاف تنقید جاری ہے اور مسلم لیگ ن کی قیادت نے انتخابات کے حوالے سے اپنی حکمت عملی واضح کر دی ہے۔ وزیر اعظم آزاد کشمیر نے کہا کہ عوام کی خدمت ہماری اولین ترجیح ہے اور ترقیاتی منصوبوں کو مکمل کیا جائے گا۔ پیپلز پارٹی کے رہنماؤں نے اجلاس میں شرکت کی اور عوامی مسائل پر بات چیت کی گئی۔ کشمیری عوام کی آزادی کی جدوجہد جاری رہے گی اور بھارتی مظالم کے خلاف آواز بلند کی جائے گی۔ آزاد کشمیر میں پاکستان تحریک انصاف کی جانب سے حکومت کے خلاف تنقید جاری ہے اور مسلم لیگ ن کی قیادت نے انتخابات کے حوالے سے اپنی حکمت عملی واضح کر دی ہے۔ وزیر اعظم آزاد کشمیر نے کہا کہ عوام کی خدمت ہماری اولین ترجیح ہے اور ترقیاتی منصوبوں کو مکمل کیا جائے گا۔ پیپلز پارٹی کے رہنماؤں نے اجلاس میں شرکت کی اور عوامی مسائل پر بات چیت کی گئی۔ کشمیری عوام کی آزادی کی جدوجہد جاری رہے گی اور بھارتی مظالم کے خلاف آواز بلند کی جائے گی۔ آزاد کشمیر میں پاکستان تحریک انصاف کی جانب سے حکومت کے خلاف تنقید جاری ہے اور مسلم لیگ ن کی قیادت نے انتخابات کے حوالے سے اپنی حکمت عملی واضح کر دی ہے۔ وزیر اعظم آزاد کشمیر نے کہا کہ عوام کی خدمت ہماری اولین ترجیح ہے اور ترقیاتی منصوبوں کو مکمل کیا جائے گا۔ پیپلز پارٹی کے رہنماؤں نے اجلاس میں شرکت کی اور عوامی مسائل پر بات چیت کی گئی۔ کشمیری عوام کی آزادی کی جدوجہد جاری رہے گی اور بھارتی مظالم کے خلاف آواز بلند کی جائے گی۔ آزاد کشمیر میں پاکستان تحریک انصاف کی جانب سے حکومت کے خلاف تنقید جاری ہے اور مسلم لیگ ن کی قیادت نے انتخابات کے حوالے سے اپنی حکمت عملی واضح کر دی ہے۔ وزیر اعظم آزاد کشمیر نے کہا کہ عوام کی خدمت ہماری اولین ترجیح ہے اور ترقیاتی منصوبوں کو مکمل کیا جائے گا۔ پیپلز پارٹی کے رہنماؤں نے اجلاس میں شرکت کی اور عوامی مسائل پر بات چیت کی گئی۔ کشمیری عوام کی آزادی کی جدوجہد جاری رہے گی اور بھارتی مظالم کے خلاف آواز بلند کی جائے گی۔ bbox=[91, 31, 177, 379]
gradient-bar bbox=[15, 1116, 63, 1125]
item-text: آزاد کشمیر میں پاکستان تحریک انصاف کی جانب سے حکومت کے خلاف تنقید جاری ہے اور مسلم لیگ ن کی قیادت نے انتخابات کے حوالے سے اپنی حکمت عملی واضح کر دی ہے۔ وزیر اعظم آزاد کشمیر نے کہا کہ عوام کی خدمت ہماری اولین ترجیح ہے اور ترقیاتی منصوبوں کو مکمل کیا جائے گا۔ پیپلز پارٹی کے رہنماؤں نے اجلاس میں شرکت کی اور عوامی مسائل پر بات چیت کی گئی۔ کشمیری عوام کی آزادی کی جدوجہد جاری رہے گی اور بھارتی مظالم کے خلاف آواز بلند کی جائے گی۔ آزاد کشمیر میں پاکستان تحریک انصاف کی جانب سے حکومت کے خلاف تنقید جاری ہے اور مسلم لیگ ن کی قیادت نے انتخابات کے حوالے سے اپنی حکمت عملی واضح کر دی ہے۔ وزیر اعظم آزاد کشمیر نے کہا کہ عوام کی خدمت ہماری اولین ترجیح ہے اور ترقیاتی منصوبوں کو مکمل کیا جائے گا۔ پیپلز پارٹی کے رہنماؤں نے اجلاس میں شرکت کی اور عوامی مسائل پر بات چیت کی گئی۔ کشمیری عوام کی آزادی کی جدوجہد جاری رہے گی اور بھارتی مظالم کے خلاف آواز بلند کی جائے گی۔ bbox=[539, 1024, 624, 1201]
bird-icon bbox=[271, 466, 282, 475]
news-column bbox=[268, 13, 358, 2255]
item-text: آزاد کشمیر میں پاکستان تحریک انصاف کی جانب سے حکومت کے خلاف تنقید جاری ہے اور مسلم لیگ ن کی قیادت نے انتخابات کے حوالے سے اپنی حکمت عملی واضح کر دی ہے۔ وزیر اعظم آزاد کشمیر نے کہا کہ عوام کی خدمت ہماری اولین ترجیح ہے اور ترقیاتی منصوبوں کو مکمل کیا جائے گا۔ پیپلز پارٹی کے رہنماؤں نے اجلاس میں شرکت کی اور عوامی مسائل پر بات چیت کی گئی۔ کشمیری عوام کی آزادی کی جدوجہد جاری رہے گی اور بھارتی مظالم کے خلاف آواز بلند کی جائے گی۔ آزاد کشمیر میں پاکستان تحریک انصاف کی جانب سے حکومت کے خلاف تنقید جاری ہے اور مسلم لیگ ن کی قیادت نے انتخابات کے حوالے سے اپنی حکمت عملی واضح کر دی ہے۔ وزیر اعظم آزاد کشمیر نے کہا کہ عوام کی خدمت ہماری اولین ترجیح ہے اور ترقیاتی منصوبوں کو مکمل کیا جائے گا۔ پیپلز پارٹی کے رہنماؤں نے اجلاس میں شرکت کی اور عوامی مسائل پر بات چیت کی گئی۔ کشمیری عوام کی آزادی کی جدوجہد جاری رہے گی اور بھارتی مظالم کے خلاف آواز بلند کی جائے گی۔ bbox=[539, 1415, 624, 1592]
gradient-bar bbox=[104, 18, 152, 27]
news-item bbox=[539, 1985, 624, 2178]
page-header bbox=[0, 0, 626, 13]
news-item bbox=[181, 15, 266, 461]
item-text: آزاد کشمیر میں پاکستان تحریک انصاف کی جانب سے حکومت کے خلاف تنقید جاری ہے اور مسلم لیگ ن کی قیادت نے انتخابات کے حوالے سے اپنی حکمت عملی واضح کر دی ہے۔ وزیر اعظم آزاد کشمیر نے کہا کہ عوام کی خدمت ہماری اولین ترجیح ہے اور ترقیاتی منصوبوں کو مکمل کیا جائے گا۔ پیپلز پارٹی کے رہنماؤں نے اجلاس میں شرکت کی اور عوامی مسائل پر بات چیت کی گئی۔ کشمیری عوام کی آزادی کی جدوجہد جاری رہے گی اور بھارتی مظالم کے خلاف آواز بلند کی جائے گی۔ آزاد کشمیر میں پاکستان تحریک انصاف کی جانب سے حکومت کے خلاف تنقید جاری ہے اور مسلم لیگ ن کی قیادت نے انتخابات کے حوالے سے اپنی حکمت عملی واضح کر دی ہے۔ وزیر اعظم آزاد کشمیر نے کہا کہ عوام کی خدمت ہماری اولین ترجیح ہے اور ترقیاتی منصوبوں کو مکمل کیا جائے گا۔ پیپلز پارٹی کے رہنماؤں نے اجلاس میں شرکت کی اور عوامی مسائل پر بات چیت کی گئی۔ کشمیری عوام کی آزادی کی جدوجہد جاری رہے گی اور بھارتی مظالم کے خلاف آواز بلند کی جائے گی۔ آزاد کشمیر میں پاکستان تحریک انصاف کی جانب سے حکومت کے خلاف تنقید جاری ہے اور مسلم لیگ ن کی قیادت نے انتخابات کے حوالے سے اپنی حکمت عملی واضح کر دی ہے۔ وزیر اعظم آزاد کشمیر نے کہا کہ عوام کی خدمت ہماری اولین ترجیح ہے اور ترقیاتی منصوبوں کو مکمل کیا جائے گا۔ پیپلز پارٹی کے رہنماؤں نے اجلاس میں شرکت کی اور عوامی مسائل پر بات چیت کی گئی۔ کشمیری عوام کی آزادی کی جدوجہد جاری رہے گی اور بھارتی مظالم کے خلاف آواز بلند کی جائے گی۔ آزاد کشمیر میں پاکستان تحریک انصاف کی جانب سے حکومت کے خلاف تنقید جاری ہے اور مسلم لیگ ن کی قیادت نے انتخابات کے حوالے سے اپنی حکمت عملی واضح کر دی ہے۔ وزیر اعظم آزاد کشمیر نے کہا کہ عوام کی خدمت ہماری اولین ترجیح ہے اور ترقیاتی منصوبوں کو مکمل کیا جائے گا۔ پیپلز پارٹی کے رہنماؤں نے اجلاس میں شرکت کی اور عوامی مسائل پر بات چیت کی گئی۔ کشمیری عوام کی آزادی کی جدوجہد جاری رہے گی اور بھارتی مظالم کے خلاف آواز بلند کی جائے گی۔ bbox=[360, 31, 445, 379]
gradient-bar bbox=[551, 613, 599, 622]
gradient-bar bbox=[283, 1811, 331, 1820]
bird-icon bbox=[539, 1206, 550, 1215]
bird-icon bbox=[360, 384, 371, 393]
gradient-bar bbox=[372, 1861, 420, 1870]
item-number: 24 bbox=[422, 1493, 445, 1507]
bird-icon bbox=[539, 1792, 550, 1801]
bird-icon bbox=[271, 18, 282, 27]
item-text: آزاد کشمیر میں پاکستان تحریک انصاف کی جانب سے حکومت کے خلاف تنقید جاری ہے اور مسلم لیگ ن کی قیادت نے انتخابات کے حوالے سے اپنی حکمت عملی واضح کر دی ہے۔ وزیر اعظم آزاد کشمیر نے کہا کہ عوام کی خدمت ہماری اولین ترجیح ہے اور ترقیاتی منصوبوں کو مکمل کیا جائے گا۔ پیپلز پارٹی کے رہنماؤں نے اجلاس میں شرکت کی اور عوامی مسائل پر بات چیت کی گئی۔ کشمیری عوام کی آزادی کی جدوجہد جاری رہے گی اور بھارتی مظالم کے خلاف آواز بلند کی جائے گی۔ آزاد کشمیر میں پاکستان تحریک انصاف کی جانب سے حکومت کے خلاف تنقید جاری ہے اور مسلم لیگ ن کی قیادت نے انتخابات کے حوالے سے اپنی حکمت عملی واضح کر دی ہے۔ وزیر اعظم آزاد کشمیر نے کہا کہ عوام کی خدمت ہماری اولین ترجیح ہے اور ترقیاتی منصوبوں کو مکمل کیا جائے گا۔ پیپلز پارٹی کے رہنماؤں نے اجلاس میں شرکت کی اور عوامی مسائل پر بات چیت کی گئی۔ کشمیری عوام کی آزادی کی جدوجہد جاری رہے گی اور بھارتی مظالم کے خلاف آواز بلند کی جائے گی۔ آزاد کشمیر میں پاکستان تحریک انصاف کی جانب سے حکومت کے خلاف تنقید جاری ہے اور مسلم لیگ ن کی قیادت نے انتخابات کے حوالے سے اپنی حکمت عملی واضح کر دی ہے۔ وزیر اعظم آزاد کشمیر نے کہا کہ عوام کی خدمت ہماری اولین ترجیح ہے اور ترقیاتی منصوبوں کو مکمل کیا جائے گا۔ پیپلز پارٹی کے رہنماؤں نے اجلاس میں شرکت کی اور عوامی مسائل پر بات چیت کی گئی۔ کشمیری عوام کی آزادی کی جدوجہد جاری رہے گی اور بھارتی مظالم کے خلاف آواز بلند کی جائے گی۔ آزاد کشمیر میں پاکستان تحریک انصاف کی جانب سے حکومت کے خلاف تنقید جاری ہے اور مسلم لیگ ن کی قیادت نے انتخابات کے حوالے سے اپنی حکمت عملی واضح کر دی ہے۔ وزیر اعظم آزاد کشمیر نے کہا کہ عوام کی خدمت ہماری اولین ترجیح ہے اور ترقیاتی منصوبوں کو مکمل کیا جائے گا۔ پیپلز پارٹی کے رہنماؤں نے اجلاس میں شرکت کی اور عوامی مسائل پر بات چیت کی گئی۔ کشمیری عوام کی آزادی کی جدوجہد جاری رہے گی اور بھارتی مظالم کے خلاف آواز بلند کی جائے گی۔ bbox=[91, 770, 177, 1118]
gradient-bar bbox=[104, 1856, 152, 1864]
item-number: 1 bbox=[601, 15, 624, 29]
bird-icon bbox=[181, 1811, 192, 1820]
gradient-bar bbox=[551, 1792, 599, 1801]
item-number: 31 bbox=[243, 15, 266, 29]
news-item bbox=[360, 1493, 445, 1856]
item-heading bbox=[271, 912, 356, 926]
item-text: آزاد کشمیر میں پاکستان تحریک انصاف کی جانب سے حکومت کے خلاف تنقید جاری ہے اور مسلم لیگ ن کی قیادت نے انتخابات کے حوالے سے اپنی حکمت عملی واضح کر دی ہے۔ وزیر اعظم آزاد کشمیر نے کہا کہ عوام کی خدمت ہماری اولین ترجیح ہے اور ترقیاتی منصوبوں کو مکمل کیا جائے گا۔ پیپلز پارٹی کے رہنماؤں نے اجلاس میں شرکت کی اور عوامی مسائل پر بات چیت کی گئی۔ کشمیری عوام کی آزادی کی جدوجہد جاری رہے گی اور بھارتی مظالم کے خلاف آواز بلند کی جائے گی۔ آزاد کشمیر میں پاکستان تحریک انصاف کی جانب سے حکومت کے خلاف تنقید جاری ہے اور مسلم لیگ ن کی قیادت نے انتخابات کے حوالے سے اپنی حکمت عملی واضح کر دی ہے۔ وزیر اعظم آزاد کشمیر نے کہا کہ عوام کی خدمت ہماری اولین ترجیح ہے اور ترقیاتی منصوبوں کو مکمل کیا جائے گا۔ پیپلز پارٹی کے رہنماؤں نے اجلاس میں شرکت کی اور عوامی مسائل پر بات چیت کی گئی۔ کشمیری عوام کی آزادی کی جدوجہد جاری رہے گی اور بھارتی مظالم کے خلاف آواز بلند کی جائے گی۔ bbox=[539, 2197, 624, 2374]
item-text: آزاد کشمیر میں پاکستان تحریک انصاف کی جانب سے حکومت کے خلاف تنقید جاری ہے اور مسلم لیگ ن کی قیادت نے انتخابات کے حوالے سے اپنی حکمت عملی واضح کر دی ہے۔ وزیر اعظم آزاد کشمیر نے کہا کہ عوام کی خدمت ہماری اولین ترجیح ہے اور ترقیاتی منصوبوں کو مکمل کیا جائے گا۔ پیپلز پارٹی کے رہنماؤں نے اجلاس میں شرکت کی اور عوامی مسائل پر بات چیت کی گئی۔ کشمیری عوام کی آزادی کی جدوجہد جاری رہے گی اور بھارتی مظالم کے خلاف آواز بلند کی جائے گی۔ آزاد کشمیر میں پاکستان تحریک انصاف کی جانب سے حکومت کے خلاف تنقید جاری ہے اور مسلم لیگ ن کی قیادت نے انتخابات کے حوالے سے اپنی حکمت عملی واضح کر دی ہے۔ وزیر اعظم آزاد کشمیر نے کہا کہ عوام کی خدمت ہماری اولین ترجیح ہے اور ترقیاتی منصوبوں کو مکمل کیا جائے گا۔ پیپلز پارٹی کے رہنماؤں نے اجلاس میں شرکت کی اور عوامی مسائل پر بات چیت کی گئی۔ کشمیری عوام کی آزادی کی جدوجہد جاری رہے گی اور بھارتی مظالم کے خلاف آواز بلند کی جائے گی۔ آزاد کشمیر میں پاکستان تحریک انصاف کی جانب سے حکومت کے خلاف تنقید جاری ہے اور مسلم لیگ ن کی قیادت نے انتخابات کے حوالے سے اپنی حکمت عملی واضح کر دی ہے۔ وزیر اعظم آزاد کشمیر نے کہا کہ عوام کی خدمت ہماری اولین ترجیح ہے اور ترقیاتی منصوبوں کو مکمل کیا جائے گا۔ پیپلز پارٹی کے رہنماؤں نے اجلاس میں شرکت کی اور عوامی مسائل پر بات چیت کی گئی۔ کشمیری عوام کی آزادی کی جدوجہد جاری رہے گی اور بھارتی مظالم کے خلاف آواز بلند کی جائے گی۔ آزاد کشمیر میں پاکستان تحریک انصاف کی جانب سے حکومت کے خلاف تنقید جاری ہے اور مسلم لیگ ن کی قیادت نے انتخابات کے حوالے سے اپنی حکمت عملی واضح کر دی ہے۔ وزیر اعظم آزاد کشمیر نے کہا کہ عوام کی خدمت ہماری اولین ترجیح ہے اور ترقیاتی منصوبوں کو مکمل کیا جائے گا۔ پیپلز پارٹی کے رہنماؤں نے اجلاس میں شرکت کی اور عوامی مسائل پر بات چیت کی گئی۔ کشمیری عوام کی آزادی کی جدوجہد جاری رہے گی اور بھارتی مظالم کے خلاف آواز بلند کی جائے گی۔ bbox=[449, 1130, 535, 1477]
item-heading bbox=[360, 15, 445, 29]
item-number: 3 bbox=[601, 1204, 624, 1217]
bird-icon bbox=[92, 1489, 103, 1498]
item-number: 41 bbox=[154, 1487, 176, 1501]
gradient-bar bbox=[551, 2183, 599, 2192]
item-number: 23 bbox=[422, 1126, 445, 1140]
item-heading bbox=[271, 15, 356, 29]
gradient-bar bbox=[372, 384, 420, 393]
news-item bbox=[539, 15, 624, 208]
item-text: آزاد کشمیر میں پاکستان تحریک انصاف کی جانب سے حکومت کے خلاف تنقید جاری ہے اور مسلم لیگ ن کی قیادت نے انتخابات کے حوالے سے اپنی حکمت عملی واضح کر دی ہے۔ وزیر اعظم آزاد کشمیر نے کہا کہ عوام کی خدمت ہماری اولین ترجیح ہے اور ترقیاتی منصوبوں کو مکمل کیا جائے گا۔ پیپلز پارٹی کے رہنماؤں نے اجلاس میں شرکت کی اور عوامی مسائل پر بات چیت کی گئی۔ کشمیری عوام کی آزادی کی جدوجہد جاری رہے گی اور بھارتی مظالم کے خلاف آواز بلند کی جائے گی۔ آزاد کشمیر میں پاکستان تحریک انصاف کی جانب سے حکومت کے خلاف تنقید جاری ہے اور مسلم لیگ ن کی قیادت نے انتخابات کے حوالے سے اپنی حکمت عملی واضح کر دی ہے۔ وزیر اعظم آزاد کشمیر نے کہا کہ عوام کی خدمت ہماری اولین ترجیح ہے اور ترقیاتی منصوبوں کو مکمل کیا جائے گا۔ پیپلز پارٹی کے رہنماؤں نے اجلاس میں شرکت کی اور عوامی مسائل پر بات چیت کی گئی۔ کشمیری عوام کی آزادی کی جدوجہد جاری رہے گی اور بھارتی مظالم کے خلاف آواز بلند کی جائے گی۔ آزاد کشمیر میں پاکستان تحریک انصاف کی جانب سے حکومت کے خلاف تنقید جاری ہے اور مسلم لیگ ن کی قیادت نے انتخابات کے حوالے سے اپنی حکمت عملی واضح کر دی ہے۔ وزیر اعظم آزاد کشمیر نے کہا کہ عوام کی خدمت ہماری اولین ترجیح ہے اور ترقیاتی منصوبوں کو مکمل کیا جائے گا۔ پیپلز پارٹی کے رہنماؤں نے اجلاس میں شرکت کی اور عوامی مسائل پر بات چیت کی گئی۔ کشمیری عوام کی آزادی کی جدوجہد جاری رہے گی اور بھارتی مظالم کے خلاف آواز بلند کی جائے گی۔ آزاد کشمیر میں پاکستان تحریک انصاف کی جانب سے حکومت کے خلاف تنقید جاری ہے اور مسلم لیگ ن کی قیادت نے انتخابات کے حوالے سے اپنی حکمت عملی واضح کر دی ہے۔ وزیر اعظم آزاد کشمیر نے کہا کہ عوام کی خدمت ہماری اولین ترجیح ہے اور ترقیاتی منصوبوں کو مکمل کیا جائے گا۔ پیپلز پارٹی کے رہنماؤں نے اجلاس میں شرکت کی اور عوامی مسائل پر بات چیت کی گئی۔ کشمیری عوام کی آزادی کی جدوجہد جاری رہے گی اور بھارتی مظالم کے خلاف آواز بلند کی جائے گی۔ bbox=[449, 1862, 535, 2210]
news-item bbox=[360, 1126, 445, 1490]
bird-icon bbox=[450, 18, 461, 27]
news-column bbox=[0, 13, 89, 2210]
bird-icon bbox=[360, 1129, 371, 1138]
gradient-bar bbox=[462, 1849, 510, 1858]
item-heading bbox=[450, 748, 535, 761]
item-text: آزاد کشمیر میں پاکستان تحریک انصاف کی جانب سے حکومت کے خلاف تنقید جاری ہے اور مسلم لیگ ن کی قیادت نے انتخابات کے حوالے سے اپنی حکمت عملی واضح کر دی ہے۔ وزیر اعظم آزاد کشمیر نے کہا کہ عوام کی خدمت ہماری اولین ترجیح ہے اور ترقیاتی منصوبوں کو مکمل کیا جائے گا۔ پیپلز پارٹی کے رہنماؤں نے اجلاس میں شرکت کی اور عوامی مسائل پر بات چیت کی گئی۔ کشمیری عوام کی آزادی کی جدوجہد جاری رہے گی اور بھارتی مظالم کے خلاف آواز بلند کی جائے گی۔ آزاد کشمیر میں پاکستان تحریک انصاف کی جانب سے حکومت کے خلاف تنقید جاری ہے اور مسلم لیگ ن کی قیادت نے انتخابات کے حوالے سے اپنی حکمت عملی واضح کر دی ہے۔ وزیر اعظم آزاد کشمیر نے کہا کہ عوام کی خدمت ہماری اولین ترجیح ہے اور ترقیاتی منصوبوں کو مکمل کیا جائے گا۔ پیپلز پارٹی کے رہنماؤں نے اجلاس میں شرکت کی اور عوامی مسائل پر بات چیت کی گئی۔ کشمیری عوام کی آزادی کی جدوجہد جاری رہے گی اور بھارتی مظالم کے خلاف آواز بلند کی جائے گی۔ آزاد کشمیر میں پاکستان تحریک انصاف کی جانب سے حکومت کے خلاف تنقید جاری ہے اور مسلم لیگ ن کی قیادت نے انتخابات کے حوالے سے اپنی حکمت عملی واضح کر دی ہے۔ وزیر اعظم آزاد کشمیر نے کہا کہ عوام کی خدمت ہماری اولین ترجیح ہے اور ترقیاتی منصوبوں کو مکمل کیا جائے گا۔ پیپلز پارٹی کے رہنماؤں نے اجلاس میں شرکت کی اور عوامی مسائل پر بات چیت کی گئی۔ کشمیری عوام کی آزادی کی جدوجہد جاری رہے گی اور بھارتی مظالم کے خلاف آواز بلند کی جائے گی۔ آزاد کشمیر میں پاکستان تحریک انصاف کی جانب سے حکومت کے خلاف تنقید جاری ہے اور مسلم لیگ ن کی قیادت نے انتخابات کے حوالے سے اپنی حکمت عملی واضح کر دی ہے۔ وزیر اعظم آزاد کشمیر نے کہا کہ عوام کی خدمت ہماری اولین ترجیح ہے اور ترقیاتی منصوبوں کو مکمل کیا جائے گا۔ پیپلز پارٹی کے رہنماؤں نے اجلاس میں شرکت کی اور عوامی مسائل پر بات چیت کی گئی۔ کشمیری عوام کی آزادی کی جدوجہد جاری رہے گی اور بھارتی مظالم کے خلاف آواز بلند کی جائے گی۔ آزاد کشمیر میں پاکستان تحریک انصاف کی جانب سے حکومت کے خلاف تنقید جاری ہے اور مسلم لیگ ن کی قیادت نے انتخابات کے حوالے سے اپنی حکمت عملی واضح کر دی ہے۔ وزیر اعظم آزاد کشمیر نے کہا کہ عوام کی خدمت ہماری اولین ترجیح ہے اور ترقیاتی منصوبوں کو مکمل کیا جائے گا۔ پیپلز پارٹی کے رہنماؤں نے اجلاس میں شرکت کی اور عوامی مسائل پر بات چیت کی گئی۔ کشمیری عوام کی آزادی کی جدوجہد جاری رہے گی اور بھارتی مظالم کے خلاف آواز بلند کی جائے گی۔ bbox=[181, 31, 266, 461]
gradient-bar bbox=[551, 1206, 599, 1215]
item-text: آزاد کشمیر میں پاکستان تحریک انصاف کی جانب سے حکومت کے خلاف تنقید جاری ہے اور مسلم لیگ ن کی قیادت نے انتخابات کے حوالے سے اپنی حکمت عملی واضح کر دی ہے۔ وزیر اعظم آزاد کشمیر نے کہا کہ عوام کی خدمت ہماری اولین ترجیح ہے اور ترقیاتی منصوبوں کو مکمل کیا جائے گا۔ پیپلز پارٹی کے رہنماؤں نے اجلاس میں شرکت کی اور عوامی مسائل پر بات چیت کی گئی۔ کشمیری عوام کی آزادی کی جدوجہد جاری رہے گی اور بھارتی مظالم کے خلاف آواز بلند کی جائے گی۔ آزاد کشمیر میں پاکستان تحریک انصاف کی جانب سے حکومت کے خلاف تنقید جاری ہے اور مسلم لیگ ن کی قیادت نے انتخابات کے حوالے سے اپنی حکمت عملی واضح کر دی ہے۔ وزیر اعظم آزاد کشمیر نے کہا کہ عوام کی خدمت ہماری اولین ترجیح ہے اور ترقیاتی منصوبوں کو مکمل کیا جائے گا۔ پیپلز پارٹی کے رہنماؤں نے اجلاس میں شرکت کی اور عوامی مسائل پر بات چیت کی گئی۔ کشمیری عوام کی آزادی کی جدوجہد جاری رہے گی اور بھارتی مظالم کے خلاف آواز بلند کی جائے گی۔ آزاد کشمیر میں پاکستان تحریک انصاف کی جانب سے حکومت کے خلاف تنقید جاری ہے اور مسلم لیگ ن کی قیادت نے انتخابات کے حوالے سے اپنی حکمت عملی واضح کر دی ہے۔ وزیر اعظم آزاد کشمیر نے کہا کہ عوام کی خدمت ہماری اولین ترجیح ہے اور ترقیاتی منصوبوں کو مکمل کیا جائے گا۔ پیپلز پارٹی کے رہنماؤں نے اجلاس میں شرکت کی اور عوامی مسائل پر بات چیت کی گئی۔ کشمیری عوام کی آزادی کی جدوجہد جاری رہے گی اور بھارتی مظالم کے خلاف آواز بلند کی جائے گی۔ آزاد کشمیر میں پاکستان تحریک انصاف کی جانب سے حکومت کے خلاف تنقید جاری ہے اور مسلم لیگ ن کی قیادت نے انتخابات کے حوالے سے اپنی حکمت عملی واضح کر دی ہے۔ وزیر اعظم آزاد کشمیر نے کہا کہ عوام کی خدمت ہماری اولین ترجیح ہے اور ترقیاتی منصوبوں کو مکمل کیا جائے گا۔ پیپلز پارٹی کے رہنماؤں نے اجلاس میں شرکت کی اور عوامی مسائل پر بات چیت کی گئی۔ کشمیری عوام کی آزادی کی جدوجہد جاری رہے گی اور بھارتی مظالم کے خلاف آواز بلند کی جائے گی۔ آزاد کشمیر میں پاکستان تحریک انصاف کی جانب سے حکومت کے خلاف تنقید جاری ہے اور مسلم لیگ ن کی قیادت نے انتخابات کے حوالے سے اپنی حکمت عملی واضح کر دی ہے۔ وزیر اعظم آزاد کشمیر نے کہا کہ عوام کی خدمت ہماری اولین ترجیح ہے اور ترقیاتی منصوبوں کو مکمل کیا جائے گا۔ پیپلز پارٹی کے رہنماؤں نے اجلاس میں شرکت کی اور عوامی مسائل پر بات چیت کی گئی۔ کشمیری عوام کی آزادی کی جدوجہد جاری رہے گی اور بھارتی مظالم کے خلاف آواز بلند کی جائے گی۔ bbox=[270, 31, 356, 461]
gradient-bar bbox=[551, 1011, 599, 1020]
item-text: آزاد کشمیر میں پاکستان تحریک انصاف کی جانب سے حکومت کے خلاف تنقید جاری ہے اور مسلم لیگ ن کی قیادت نے انتخابات کے حوالے سے اپنی حکمت عملی واضح کر دی ہے۔ وزیر اعظم آزاد کشمیر نے کہا کہ عوام کی خدمت ہماری اولین ترجیح ہے اور ترقیاتی منصوبوں کو مکمل کیا جائے گا۔ پیپلز پارٹی کے رہنماؤں نے اجلاس میں شرکت کی اور عوامی مسائل پر بات چیت کی گئی۔ کشمیری عوام کی آزادی کی جدوجہد جاری رہے گی اور بھارتی مظالم کے خلاف آواز بلند کی جائے گی۔ آزاد کشمیر میں پاکستان تحریک انصاف کی جانب سے حکومت کے خلاف تنقید جاری ہے اور مسلم لیگ ن کی قیادت نے انتخابات کے حوالے سے اپنی حکمت عملی واضح کر دی ہے۔ وزیر اعظم آزاد کشمیر نے کہا کہ عوام کی خدمت ہماری اولین ترجیح ہے اور ترقیاتی منصوبوں کو مکمل کیا جائے گا۔ پیپلز پارٹی کے رہنماؤں نے اجلاس میں شرکت کی اور عوامی مسائل پر بات چیت کی گئی۔ کشمیری عوام کی آزادی کی جدوجہد جاری رہے گی اور بھارتی مظالم کے خلاف آواز بلند کی جائے گی۔ آزاد کشمیر میں پاکستان تحریک انصاف کی جانب سے حکومت کے خلاف تنقید جاری ہے اور مسلم لیگ ن کی قیادت نے انتخابات کے حوالے سے اپنی حکمت عملی واضح کر دی ہے۔ وزیر اعظم آزاد کشمیر نے کہا کہ عوام کی خدمت ہماری اولین ترجیح ہے اور ترقیاتی منصوبوں کو مکمل کیا جائے گا۔ پیپلز پارٹی کے رہنماؤں نے اجلاس میں شرکت کی اور عوامی مسائل پر بات چیت کی گئی۔ کشمیری عوام کی آزادی کی جدوجہد جاری رہے گی اور بھارتی مظالم کے خلاف آواز بلند کی جائے گی۔ آزاد کشمیر میں پاکستان تحریک انصاف کی جانب سے حکومت کے خلاف تنقید جاری ہے اور مسلم لیگ ن کی قیادت نے انتخابات کے حوالے سے اپنی حکمت عملی واضح کر دی ہے۔ وزیر اعظم آزاد کشمیر نے کہا کہ عوام کی خدمت ہماری اولین ترجیح ہے اور ترقیاتی منصوبوں کو مکمل کیا جائے گا۔ پیپلز پارٹی کے رہنماؤں نے اجلاس میں شرکت کی اور عوامی مسائل پر بات چیت کی گئی۔ کشمیری عوام کی آزادی کی جدوجہد جاری رہے گی اور بھارتی مظالم کے خلاف آواز بلند کی جائے گی۔ bbox=[1, 1130, 87, 1477]
item-text: آزاد کشمیر میں پاکستان تحریک انصاف کی جانب سے حکومت کے خلاف تنقید جاری ہے اور مسلم لیگ ن کی قیادت نے انتخابات کے حوالے سے اپنی حکمت عملی واضح کر دی ہے۔ وزیر اعظم آزاد کشمیر نے کہا کہ عوام کی خدمت ہماری اولین ترجیح ہے اور ترقیاتی منصوبوں کو مکمل کیا جائے گا۔ پیپلز پارٹی کے رہنماؤں نے اجلاس میں شرکت کی اور عوامی مسائل پر بات چیت کی گئی۔ کشمیری عوام کی آزادی کی جدوجہد جاری رہے گی اور بھارتی مظالم کے خلاف آواز بلند کی جائے گی۔ آزاد کشمیر میں پاکستان تحریک انصاف کی جانب سے حکومت کے خلاف تنقید جاری ہے اور مسلم لیگ ن کی قیادت نے انتخابات کے حوالے سے اپنی حکمت عملی واضح کر دی ہے۔ وزیر اعظم آزاد کشمیر نے کہا کہ عوام کی خدمت ہماری اولین ترجیح ہے اور ترقیاتی منصوبوں کو مکمل کیا جائے گا۔ پیپلز پارٹی کے رہنماؤں نے اجلاس میں شرکت کی اور عوامی مسائل پر بات چیت کی گئی۔ کشمیری عوام کی آزادی کی جدوجہد جاری رہے گی اور بھارتی مظالم کے خلاف آواز بلند کی جائے گی۔ آزاد کشمیر میں پاکستان تحریک انصاف کی جانب سے حکومت کے خلاف تنقید جاری ہے اور مسلم لیگ ن کی قیادت نے انتخابات کے حوالے سے اپنی حکمت عملی واضح کر دی ہے۔ وزیر اعظم آزاد کشمیر نے کہا کہ عوام کی خدمت ہماری اولین ترجیح ہے اور ترقیاتی منصوبوں کو مکمل کیا جائے گا۔ پیپلز پارٹی کے رہنماؤں نے اجلاس میں شرکت کی اور عوامی مسائل پر بات چیت کی گئی۔ کشمیری عوام کی آزادی کی جدوجہد جاری رہے گی اور بھارتی مظالم کے خلاف آواز بلند کی جائے گی۔ آزاد کشمیر میں پاکستان تحریک انصاف کی جانب سے حکومت کے خلاف تنقید جاری ہے اور مسلم لیگ ن کی قیادت نے انتخابات کے حوالے سے اپنی حکمت عملی واضح کر دی ہے۔ وزیر اعظم آزاد کشمیر نے کہا کہ عوام کی خدمت ہماری اولین ترجیح ہے اور ترقیاتی منصوبوں کو مکمل کیا جائے گا۔ پیپلز پارٹی کے رہنماؤں نے اجلاس میں شرکت کی اور عوامی مسائل پر بات چیت کی گئی۔ کشمیری عوام کی آزادی کی جدوجہد جاری رہے گی اور بھارتی مظالم کے خلاف آواز بلند کی جائے گی۔ bbox=[360, 1142, 445, 1490]
item-number: 26 bbox=[333, 15, 355, 29]
item-number: 36 bbox=[154, 15, 176, 29]
bird-icon bbox=[539, 1988, 550, 1997]
news-item bbox=[539, 1790, 624, 1983]
bird-icon bbox=[539, 815, 550, 824]
bird-icon bbox=[2, 1116, 13, 1125]
gradient-bar bbox=[372, 1129, 420, 1138]
news-column bbox=[89, 13, 179, 2217]
item-text: آزاد کشمیر میں پاکستان تحریک انصاف کی جانب سے حکومت کے خلاف تنقید جاری ہے اور مسلم لیگ ن کی قیادت نے انتخابات کے حوالے سے اپنی حکمت عملی واضح کر دی ہے۔ وزیر اعظم آزاد کشمیر نے کہا کہ عوام کی خدمت ہماری اولین ترجیح ہے اور ترقیاتی منصوبوں کو مکمل کیا جائے گا۔ پیپلز پارٹی کے رہنماؤں نے اجلاس میں شرکت کی اور عوامی مسائل پر بات چیت کی گئی۔ کشمیری عوام کی آزادی کی جدوجہد جاری رہے گی اور بھارتی مظالم کے خلاف آواز بلند کی جائے گی۔ آزاد کشمیر میں پاکستان تحریک انصاف کی جانب سے حکومت کے خلاف تنقید جاری ہے اور مسلم لیگ ن کی قیادت نے انتخابات کے حوالے سے اپنی حکمت عملی واضح کر دی ہے۔ وزیر اعظم آزاد کشمیر نے کہا کہ عوام کی خدمت ہماری اولین ترجیح ہے اور ترقیاتی منصوبوں کو مکمل کیا جائے گا۔ پیپلز پارٹی کے رہنماؤں نے اجلاس میں شرکت کی اور عوامی مسائل پر بات چیت کی گئی۔ کشمیری عوام کی آزادی کی جدوجہد جاری رہے گی اور بھارتی مظالم کے خلاف آواز بلند کی جائے گی۔ bbox=[539, 829, 624, 1006]
news-item bbox=[271, 1809, 356, 2255]
bird-icon bbox=[2, 384, 13, 393]
bird-icon bbox=[539, 1011, 550, 1020]
gradient-bar bbox=[462, 1116, 510, 1125]
bird-icon bbox=[539, 1402, 550, 1410]
item-text: آزاد کشمیر میں پاکستان تحریک انصاف کی جانب سے حکومت کے خلاف تنقید جاری ہے اور مسلم لیگ ن کی قیادت نے انتخابات کے حوالے سے اپنی حکمت عملی واضح کر دی ہے۔ وزیر اعظم آزاد کشمیر نے کہا کہ عوام کی خدمت ہماری اولین ترجیح ہے اور ترقیاتی منصوبوں کو مکمل کیا جائے گا۔ پیپلز پارٹی کے رہنماؤں نے اجلاس میں شرکت کی اور عوامی مسائل پر بات چیت کی گئی۔ کشمیری عوام کی آزادی کی جدوجہد جاری رہے گی اور بھارتی مظالم کے خلاف آواز بلند کی جائے گی۔ آزاد کشمیر میں پاکستان تحریک انصاف کی جانب سے حکومت کے خلاف تنقید جاری ہے اور مسلم لیگ ن کی قیادت نے انتخابات کے حوالے سے اپنی حکمت عملی واضح کر دی ہے۔ وزیر اعظم آزاد کشمیر نے کہا کہ عوام کی خدمت ہماری اولین ترجیح ہے اور ترقیاتی منصوبوں کو مکمل کیا جائے گا۔ پیپلز پارٹی کے رہنماؤں نے اجلاس میں شرکت کی اور عوامی مسائل پر بات چیت کی گئی۔ کشمیری عوام کی آزادی کی جدوجہد جاری رہے گی اور بھارتی مظالم کے خلاف آواز بلند کی جائے گی۔ bbox=[539, 2399, 624, 2576]
item-number: 43 bbox=[64, 15, 87, 29]
news-item bbox=[2, 381, 87, 745]
item-text: آزاد کشمیر میں پاکستان تحریک انصاف کی جانب سے حکومت کے خلاف تنقید جاری ہے اور مسلم لیگ ن کی قیادت نے انتخابات کے حوالے سے اپنی حکمت عملی واضح کر دی ہے۔ وزیر اعظم آزاد کشمیر نے کہا کہ عوام کی خدمت ہماری اولین ترجیح ہے اور ترقیاتی منصوبوں کو مکمل کیا جائے گا۔ پیپلز پارٹی کے رہنماؤں نے اجلاس میں شرکت کی اور عوامی مسائل پر بات چیت کی گئی۔ کشمیری عوام کی آزادی کی جدوجہد جاری رہے گی اور بھارتی مظالم کے خلاف آواز بلند کی جائے گی۔ آزاد کشمیر میں پاکستان تحریک انصاف کی جانب سے حکومت کے خلاف تنقید جاری ہے اور مسلم لیگ ن کی قیادت نے انتخابات کے حوالے سے اپنی حکمت عملی واضح کر دی ہے۔ وزیر اعظم آزاد کشمیر نے کہا کہ عوام کی خدمت ہماری اولین ترجیح ہے اور ترقیاتی منصوبوں کو مکمل کیا جائے گا۔ پیپلز پارٹی کے رہنماؤں نے اجلاس میں شرکت کی اور عوامی مسائل پر بات چیت کی گئی۔ کشمیری عوام کی آزادی کی جدوجہد جاری رہے گی اور بھارتی مظالم کے خلاف آواز بلند کی جائے گی۔ bbox=[539, 226, 624, 404]
item-text: آزاد کشمیر میں پاکستان تحریک انصاف کی جانب سے حکومت کے خلاف تنقید جاری ہے اور مسلم لیگ ن کی قیادت نے انتخابات کے حوالے سے اپنی حکمت عملی واضح کر دی ہے۔ وزیر اعظم آزاد کشمیر نے کہا کہ عوام کی خدمت ہماری اولین ترجیح ہے اور ترقیاتی منصوبوں کو مکمل کیا جائے گا۔ پیپلز پارٹی کے رہنماؤں نے اجلاس میں شرکت کی اور عوامی مسائل پر بات چیت کی گئی۔ کشمیری عوام کی آزادی کی جدوجہد جاری رہے گی اور بھارتی مظالم کے خلاف آواز بلند کی جائے گی۔ آزاد کشمیر میں پاکستان تحریک انصاف کی جانب سے حکومت کے خلاف تنقید جاری ہے اور مسلم لیگ ن کی قیادت نے انتخابات کے حوالے سے اپنی حکمت عملی واضح کر دی ہے۔ وزیر اعظم آزاد کشمیر نے کہا کہ عوام کی خدمت ہماری اولین ترجیح ہے اور ترقیاتی منصوبوں کو مکمل کیا جائے گا۔ پیپلز پارٹی کے رہنماؤں نے اجلاس میں شرکت کی اور عوامی مسائل پر بات چیت کی گئی۔ کشمیری عوام کی آزادی کی جدوجہد جاری رہے گی اور بھارتی مظالم کے خلاف آواز بلند کی جائے گی۔ bbox=[539, 1806, 624, 1983]
item-number: 22 bbox=[422, 748, 445, 761]
gradient-bar bbox=[462, 1482, 510, 1491]
item-number: 44 bbox=[64, 381, 87, 395]
news-item bbox=[181, 912, 266, 1358]
bird-icon bbox=[2, 1849, 13, 1858]
item-number: 2 bbox=[601, 610, 624, 624]
item-heading bbox=[271, 1809, 356, 1823]
item-heading bbox=[539, 813, 624, 827]
item-heading bbox=[450, 1114, 535, 1128]
item-number: 11 bbox=[601, 1008, 624, 1022]
gradient-bar bbox=[283, 1363, 331, 1372]
news-item bbox=[539, 2181, 624, 2381]
item-heading bbox=[2, 748, 87, 761]
gradient-bar bbox=[193, 1363, 242, 1372]
bird-icon bbox=[181, 466, 192, 475]
item-text: آزاد کشمیر میں پاکستان تحریک انصاف کی جانب سے حکومت کے خلاف تنقید جاری ہے اور مسلم لیگ ن کی قیادت نے انتخابات کے حوالے سے اپنی حکمت عملی واضح کر دی ہے۔ وزیر اعظم آزاد کشمیر نے کہا کہ عوام کی خدمت ہماری اولین ترجیح ہے اور ترقیاتی منصوبوں کو مکمل کیا جائے گا۔ پیپلز پارٹی کے رہنماؤں نے اجلاس میں شرکت کی اور عوامی مسائل پر بات چیت کی گئی۔ کشمیری عوام کی آزادی کی جدوجہد جاری رہے گی اور بھارتی مظالم کے خلاف آواز بلند کی جائے گی۔ آزاد کشمیر میں پاکستان تحریک انصاف کی جانب سے حکومت کے خلاف تنقید جاری ہے اور مسلم لیگ ن کی قیادت نے انتخابات کے حوالے سے اپنی حکمت عملی واضح کر دی ہے۔ وزیر اعظم آزاد کشمیر نے کہا کہ عوام کی خدمت ہماری اولین ترجیح ہے اور ترقیاتی منصوبوں کو مکمل کیا جائے گا۔ پیپلز پارٹی کے رہنماؤں نے اجلاس میں شرکت کی اور عوامی مسائل پر بات چیت کی گئی۔ کشمیری عوام کی آزادی کی جدوجہد جاری رہے گی اور بھارتی مظالم کے خلاف آواز بلند کی جائے گی۔ آزاد کشمیر میں پاکستان تحریک انصاف کی جانب سے حکومت کے خلاف تنقید جاری ہے اور مسلم لیگ ن کی قیادت نے انتخابات کے حوالے سے اپنی حکمت عملی واضح کر دی ہے۔ وزیر اعظم آزاد کشمیر نے کہا کہ عوام کی خدمت ہماری اولین ترجیح ہے اور ترقیاتی منصوبوں کو مکمل کیا جائے گا۔ پیپلز پارٹی کے رہنماؤں نے اجلاس میں شرکت کی اور عوامی مسائل پر بات چیت کی گئی۔ کشمیری عوام کی آزادی کی جدوجہد جاری رہے گی اور بھارتی مظالم کے خلاف آواز بلند کی جائے گی۔ آزاد کشمیر میں پاکستان تحریک انصاف کی جانب سے حکومت کے خلاف تنقید جاری ہے اور مسلم لیگ ن کی قیادت نے انتخابات کے حوالے سے اپنی حکمت عملی واضح کر دی ہے۔ وزیر اعظم آزاد کشمیر نے کہا کہ عوام کی خدمت ہماری اولین ترجیح ہے اور ترقیاتی منصوبوں کو مکمل کیا جائے گا۔ پیپلز پارٹی کے رہنماؤں نے اجلاس میں شرکت کی اور عوامی مسائل پر بات چیت کی گئی۔ کشمیری عوام کی آزادی کی جدوجہد جاری رہے گی اور بھارتی مظالم کے خلاف آواز بلند کی جائے گی۔ bbox=[91, 1503, 177, 1851]
item-text: آزاد کشمیر میں پاکستان تحریک انصاف کی جانب سے حکومت کے خلاف تنقید جاری ہے اور مسلم لیگ ن کی قیادت نے انتخابات کے حوالے سے اپنی حکمت عملی واضح کر دی ہے۔ وزیر اعظم آزاد کشمیر نے کہا کہ عوام کی خدمت ہماری اولین ترجیح ہے اور ترقیاتی منصوبوں کو مکمل کیا جائے گا۔ پیپلز پارٹی کے رہنماؤں نے اجلاس میں شرکت کی اور عوامی مسائل پر بات چیت کی گئی۔ کشمیری عوام کی آزادی کی جدوجہد جاری رہے گی اور بھارتی مظالم کے خلاف آواز بلند کی جائے گی۔ آزاد کشمیر میں پاکستان تحریک انصاف کی جانب سے حکومت کے خلاف تنقید جاری ہے اور مسلم لیگ ن کی قیادت نے انتخابات کے حوالے سے اپنی حکمت عملی واضح کر دی ہے۔ وزیر اعظم آزاد کشمیر نے کہا کہ عوام کی خدمت ہماری اولین ترجیح ہے اور ترقیاتی منصوبوں کو مکمل کیا جائے گا۔ پیپلز پارٹی کے رہنماؤں نے اجلاس میں شرکت کی اور عوامی مسائل پر بات چیت کی گئی۔ کشمیری عوام کی آزادی کی جدوجہد جاری رہے گی اور بھارتی مظالم کے خلاف آواز بلند کی جائے گی۔ آزاد کشمیر میں پاکستان تحریک انصاف کی جانب سے حکومت کے خلاف تنقید جاری ہے اور مسلم لیگ ن کی قیادت نے انتخابات کے حوالے سے اپنی حکمت عملی واضح کر دی ہے۔ وزیر اعظم آزاد کشمیر نے کہا کہ عوام کی خدمت ہماری اولین ترجیح ہے اور ترقیاتی منصوبوں کو مکمل کیا جائے گا۔ پیپلز پارٹی کے رہنماؤں نے اجلاس میں شرکت کی اور عوامی مسائل پر بات چیت کی گئی۔ کشمیری عوام کی آزادی کی جدوجہد جاری رہے گی اور بھارتی مظالم کے خلاف آواز بلند کی جائے گی۔ آزاد کشمیر میں پاکستان تحریک انصاف کی جانب سے حکومت کے خلاف تنقید جاری ہے اور مسلم لیگ ن کی قیادت نے انتخابات کے حوالے سے اپنی حکمت عملی واضح کر دی ہے۔ وزیر اعظم آزاد کشمیر نے کہا کہ عوام کی خدمت ہماری اولین ترجیح ہے اور ترقیاتی منصوبوں کو مکمل کیا جائے گا۔ پیپلز پارٹی کے رہنماؤں نے اجلاس میں شرکت کی اور عوامی مسائل پر بات چیت کی گئی۔ کشمیری عوام کی آزادی کی جدوجہد جاری رہے گی اور بھارتی مظالم کے خلاف آواز بلند کی جائے گی۔ bbox=[360, 1508, 445, 1856]
item-heading bbox=[181, 15, 266, 29]
item-number: 10 bbox=[601, 813, 624, 827]
bird-icon bbox=[181, 1363, 192, 1372]
bird-icon bbox=[539, 18, 550, 27]
news-item bbox=[450, 748, 535, 1111]
bird-icon bbox=[539, 1597, 550, 1606]
news-item bbox=[92, 755, 177, 1118]
bird-icon bbox=[539, 2183, 550, 2192]
news-item bbox=[450, 1114, 535, 1477]
item-text: آزاد کشمیر میں پاکستان تحریک انصاف کی جانب سے حکومت کے خلاف تنقید جاری ہے اور مسلم لیگ ن کی قیادت نے انتخابات کے حوالے سے اپنی حکمت عملی واضح کر دی ہے۔ وزیر اعظم آزاد کشمیر نے کہا کہ عوام کی خدمت ہماری اولین ترجیح ہے اور ترقیاتی منصوبوں کو مکمل کیا جائے گا۔ پیپلز پارٹی کے رہنماؤں نے اجلاس میں شرکت کی اور عوامی مسائل پر بات چیت کی گئی۔ کشمیری عوام کی آزادی کی جدوجہد جاری رہے گی اور بھارتی مظالم کے خلاف آواز بلند کی جائے گی۔ آزاد کشمیر میں پاکستان تحریک انصاف کی جانب سے حکومت کے خلاف تنقید جاری ہے اور مسلم لیگ ن کی قیادت نے انتخابات کے حوالے سے اپنی حکمت عملی واضح کر دی ہے۔ وزیر اعظم آزاد کشمیر نے کہا کہ عوام کی خدمت ہماری اولین ترجیح ہے اور ترقیاتی منصوبوں کو مکمل کیا جائے گا۔ پیپلز پارٹی کے رہنماؤں نے اجلاس میں شرکت کی اور عوامی مسائل پر بات چیت کی گئی۔ کشمیری عوام کی آزادی کی جدوجہد جاری رہے گی اور بھارتی مظالم کے خلاف آواز بلند کی جائے گی۔ آزاد کشمیر میں پاکستان تحریک انصاف کی جانب سے حکومت کے خلاف تنقید جاری ہے اور مسلم لیگ ن کی قیادت نے انتخابات کے حوالے سے اپنی حکمت عملی واضح کر دی ہے۔ وزیر اعظم آزاد کشمیر نے کہا کہ عوام کی خدمت ہماری اولین ترجیح ہے اور ترقیاتی منصوبوں کو مکمل کیا جائے گا۔ پیپلز پارٹی کے رہنماؤں نے اجلاس میں شرکت کی اور عوامی مسائل پر بات چیت کی گئی۔ کشمیری عوام کی آزادی کی جدوجہد جاری رہے گی اور بھارتی مظالم کے خلاف آواز بلند کی جائے گی۔ آزاد کشمیر میں پاکستان تحریک انصاف کی جانب سے حکومت کے خلاف تنقید جاری ہے اور مسلم لیگ ن کی قیادت نے انتخابات کے حوالے سے اپنی حکمت عملی واضح کر دی ہے۔ وزیر اعظم آزاد کشمیر نے کہا کہ عوام کی خدمت ہماری اولین ترجیح ہے اور ترقیاتی منصوبوں کو مکمل کیا جائے گا۔ پیپلز پارٹی کے رہنماؤں نے اجلاس میں شرکت کی اور عوامی مسائل پر بات چیت کی گئی۔ کشمیری عوام کی آزادی کی جدوجہد جاری رہے گی اور بھارتی مظالم کے خلاف آواز بلند کی جائے گی۔ bbox=[1, 1862, 87, 2210]
news-item bbox=[539, 1008, 624, 1201]
english-tag: KRSP bbox=[539, 804, 553, 810]
bird-icon bbox=[360, 1495, 371, 1504]
item-number: 46 bbox=[64, 1114, 87, 1128]
news-item bbox=[92, 1853, 177, 2217]
item-number: 4 bbox=[601, 1399, 624, 1413]
gradient-bar bbox=[551, 18, 599, 27]
gradient-bar bbox=[193, 1811, 242, 1820]
gradient-bar bbox=[15, 18, 63, 27]
news-item bbox=[450, 1846, 535, 2210]
item-text: آزاد کشمیر میں پاکستان تحریک انصاف کی جانب سے حکومت کے خلاف تنقید جاری ہے اور مسلم لیگ ن کی قیادت نے انتخابات کے حوالے سے اپنی حکمت عملی واضح کر دی ہے۔ وزیر اعظم آزاد کشمیر نے کہا کہ عوام کی خدمت ہماری اولین ترجیح ہے اور ترقیاتی منصوبوں کو مکمل کیا جائے گا۔ پیپلز پارٹی کے رہنماؤں نے اجلاس میں شرکت کی اور عوامی مسائل پر بات چیت کی گئی۔ کشمیری عوام کی آزادی کی جدوجہد جاری رہے گی اور بھارتی مظالم کے خلاف آواز بلند کی جائے گی۔ آزاد کشمیر میں پاکستان تحریک انصاف کی جانب سے حکومت کے خلاف تنقید جاری ہے اور مسلم لیگ ن کی قیادت نے انتخابات کے حوالے سے اپنی حکمت عملی واضح کر دی ہے۔ وزیر اعظم آزاد کشمیر نے کہا کہ عوام کی خدمت ہماری اولین ترجیح ہے اور ترقیاتی منصوبوں کو مکمل کیا جائے گا۔ پیپلز پارٹی کے رہنماؤں نے اجلاس میں شرکت کی اور عوامی مسائل پر بات چیت کی گئی۔ کشمیری عوام کی آزادی کی جدوجہد جاری رہے گی اور بھارتی مظالم کے خلاف آواز بلند کی جائے گی۔ آزاد کشمیر میں پاکستان تحریک انصاف کی جانب سے حکومت کے خلاف تنقید جاری ہے اور مسلم لیگ ن کی قیادت نے انتخابات کے حوالے سے اپنی حکمت عملی واضح کر دی ہے۔ وزیر اعظم آزاد کشمیر نے کہا کہ عوام کی خدمت ہماری اولین ترجیح ہے اور ترقیاتی منصوبوں کو مکمل کیا جائے گا۔ پیپلز پارٹی کے رہنماؤں نے اجلاس میں شرکت کی اور عوامی مسائل پر بات چیت کی گئی۔ کشمیری عوام کی آزادی کی جدوجہد جاری رہے گی اور بھارتی مظالم کے خلاف آواز بلند کی جائے گی۔ آزاد کشمیر میں پاکستان تحریک انصاف کی جانب سے حکومت کے خلاف تنقید جاری ہے اور مسلم لیگ ن کی قیادت نے انتخابات کے حوالے سے اپنی حکمت عملی واضح کر دی ہے۔ وزیر اعظم آزاد کشمیر نے کہا کہ عوام کی خدمت ہماری اولین ترجیح ہے اور ترقیاتی منصوبوں کو مکمل کیا جائے گا۔ پیپلز پارٹی کے رہنماؤں نے اجلاس میں شرکت کی اور عوامی مسائل پر بات چیت کی گئی۔ کشمیری عوام کی آزادی کی جدوجہد جاری رہے گی اور بھارتی مظالم کے خلاف آواز بلند کی جائے گی۔ آزاد کشمیر میں پاکستان تحریک انصاف کی جانب سے حکومت کے خلاف تنقید جاری ہے اور مسلم لیگ ن کی قیادت نے انتخابات کے حوالے سے اپنی حکمت عملی واضح کر دی ہے۔ وزیر اعظم آزاد کشمیر نے کہا کہ عوام کی خدمت ہماری اولین ترجیح ہے اور ترقیاتی منصوبوں کو مکمل کیا جائے گا۔ پیپلز پارٹی کے رہنماؤں نے اجلاس میں شرکت کی اور عوامی مسائل پر بات چیت کی گئی۔ کشمیری عوام کی آزادی کی جدوجہد جاری رہے گی اور بھارتی مظالم کے خلاف آواز بلند کی جائے گی۔ bbox=[181, 928, 266, 1358]
item-heading bbox=[539, 610, 624, 624]
item-number: 14 bbox=[512, 15, 534, 29]
item-heading bbox=[181, 464, 266, 478]
gradient-bar bbox=[104, 1489, 152, 1498]
item-text: آزاد کشمیر میں پاکستان تحریک انصاف کی جانب سے حکومت کے خلاف تنقید جاری ہے اور مسلم لیگ ن کی قیادت نے انتخابات کے حوالے سے اپنی حکمت عملی واضح کر دی ہے۔ وزیر اعظم آزاد کشمیر نے کہا کہ عوام کی خدمت ہماری اولین ترجیح ہے اور ترقیاتی منصوبوں کو مکمل کیا جائے گا۔ پیپلز پارٹی کے رہنماؤں نے اجلاس میں شرکت کی اور عوامی مسائل پر بات چیت کی گئی۔ کشمیری عوام کی آزادی کی جدوجہد جاری رہے گی اور بھارتی مظالم کے خلاف آواز بلند کی جائے گی۔ آزاد کشمیر میں پاکستان تحریک انصاف کی جانب سے حکومت کے خلاف تنقید جاری ہے اور مسلم لیگ ن کی قیادت نے انتخابات کے حوالے سے اپنی حکمت عملی واضح کر دی ہے۔ وزیر اعظم آزاد کشمیر نے کہا کہ عوام کی خدمت ہماری اولین ترجیح ہے اور ترقیاتی منصوبوں کو مکمل کیا جائے گا۔ پیپلز پارٹی کے رہنماؤں نے اجلاس میں شرکت کی اور عوامی مسائل پر بات چیت کی گئی۔ کشمیری عوام کی آزادی کی جدوجہد جاری رہے گی اور بھارتی مظالم کے خلاف آواز بلند کی جائے گی۔ آزاد کشمیر میں پاکستان تحریک انصاف کی جانب سے حکومت کے خلاف تنقید جاری ہے اور مسلم لیگ ن کی قیادت نے انتخابات کے حوالے سے اپنی حکمت عملی واضح کر دی ہے۔ وزیر اعظم آزاد کشمیر نے کہا کہ عوام کی خدمت ہماری اولین ترجیح ہے اور ترقیاتی منصوبوں کو مکمل کیا جائے گا۔ پیپلز پارٹی کے رہنماؤں نے اجلاس میں شرکت کی اور عوامی مسائل پر بات چیت کی گئی۔ کشمیری عوام کی آزادی کی جدوجہد جاری رہے گی اور بھارتی مظالم کے خلاف آواز بلند کی جائے گی۔ آزاد کشمیر میں پاکستان تحریک انصاف کی جانب سے حکومت کے خلاف تنقید جاری ہے اور مسلم لیگ ن کی قیادت نے انتخابات کے حوالے سے اپنی حکمت عملی واضح کر دی ہے۔ وزیر اعظم آزاد کشمیر نے کہا کہ عوام کی خدمت ہماری اولین ترجیح ہے اور ترقیاتی منصوبوں کو مکمل کیا جائے گا۔ پیپلز پارٹی کے رہنماؤں نے اجلاس میں شرکت کی اور عوامی مسائل پر بات چیت کی گئی۔ کشمیری عوام کی آزادی کی جدوجہد جاری رہے گی اور بھارتی مظالم کے خلاف آواز بلند کی جائے گی۔ آزاد کشمیر میں پاکستان تحریک انصاف کی جانب سے حکومت کے خلاف تنقید جاری ہے اور مسلم لیگ ن کی قیادت نے انتخابات کے حوالے سے اپنی حکمت عملی واضح کر دی ہے۔ وزیر اعظم آزاد کشمیر نے کہا کہ عوام کی خدمت ہماری اولین ترجیح ہے اور ترقیاتی منصوبوں کو مکمل کیا جائے گا۔ پیپلز پارٹی کے رہنماؤں نے اجلاس میں شرکت کی اور عوامی مسائل پر بات چیت کی گئی۔ کشمیری عوام کی آزادی کی جدوجہد جاری رہے گی اور بھارتی مظالم کے خلاف آواز بلند کی جائے گی۔ bbox=[270, 1825, 356, 2255]
gradient-bar bbox=[15, 1849, 63, 1858]
item-number: 33 bbox=[243, 912, 266, 926]
news-item bbox=[360, 381, 445, 745]
gradient-bar bbox=[551, 1597, 599, 1606]
news-item bbox=[539, 813, 624, 1006]
item-text: آزاد کشمیر میں پاکستان تحریک انصاف کی جانب سے حکومت کے خلاف تنقید جاری ہے اور مسلم لیگ ن کی قیادت نے انتخابات کے حوالے سے اپنی حکمت عملی واضح کر دی ہے۔ وزیر اعظم آزاد کشمیر نے کہا کہ عوام کی خدمت ہماری اولین ترجیح ہے اور ترقیاتی منصوبوں کو مکمل کیا جائے گا۔ پیپلز پارٹی کے رہنماؤں نے اجلاس میں شرکت کی اور عوامی مسائل پر بات چیت کی گئی۔ کشمیری عوام کی آزادی کی جدوجہد جاری رہے گی اور بھارتی مظالم کے خلاف آواز بلند کی جائے گی۔ آزاد کشمیر میں پاکستان تحریک انصاف کی جانب سے حکومت کے خلاف تنقید جاری ہے اور مسلم لیگ ن کی قیادت نے انتخابات کے حوالے سے اپنی حکمت عملی واضح کر دی ہے۔ وزیر اعظم آزاد کشمیر نے کہا کہ عوام کی خدمت ہماری اولین ترجیح ہے اور ترقیاتی منصوبوں کو مکمل کیا جائے گا۔ پیپلز پارٹی کے رہنماؤں نے اجلاس میں شرکت کی اور عوامی مسائل پر بات چیت کی گئی۔ کشمیری عوام کی آزادی کی جدوجہد جاری رہے گی اور بھارتی مظالم کے خلاف آواز بلند کی جائے گی۔ آزاد کشمیر میں پاکستان تحریک انصاف کی جانب سے حکومت کے خلاف تنقید جاری ہے اور مسلم لیگ ن کی قیادت نے انتخابات کے حوالے سے اپنی حکمت عملی واضح کر دی ہے۔ وزیر اعظم آزاد کشمیر نے کہا کہ عوام کی خدمت ہماری اولین ترجیح ہے اور ترقیاتی منصوبوں کو مکمل کیا جائے گا۔ پیپلز پارٹی کے رہنماؤں نے اجلاس میں شرکت کی اور عوامی مسائل پر بات چیت کی گئی۔ کشمیری عوام کی آزادی کی جدوجہد جاری رہے گی اور بھارتی مظالم کے خلاف آواز بلند کی جائے گی۔ آزاد کشمیر میں پاکستان تحریک انصاف کی جانب سے حکومت کے خلاف تنقید جاری ہے اور مسلم لیگ ن کی قیادت نے انتخابات کے حوالے سے اپنی حکمت عملی واضح کر دی ہے۔ وزیر اعظم آزاد کشمیر نے کہا کہ عوام کی خدمت ہماری اولین ترجیح ہے اور ترقیاتی منصوبوں کو مکمل کیا جائے گا۔ پیپلز پارٹی کے رہنماؤں نے اجلاس میں شرکت کی اور عوامی مسائل پر بات چیت کی گئی۔ کشمیری عوام کی آزادی کی جدوجہد جاری رہے گی اور بھارتی مظالم کے خلاف آواز بلند کی جائے گی۔ bbox=[360, 763, 445, 1111]
item-heading bbox=[2, 1114, 87, 1128]
bird-icon bbox=[360, 1861, 371, 1870]
bird-icon bbox=[92, 1123, 103, 1132]
item-heading bbox=[92, 755, 177, 768]
item-number: 28 bbox=[333, 912, 355, 926]
item-text: آزاد کشمیر میں پاکستان تحریک انصاف کی جانب سے حکومت کے خلاف تنقید جاری ہے اور مسلم لیگ ن کی قیادت نے انتخابات کے حوالے سے اپنی حکمت عملی واضح کر دی ہے۔ وزیر اعظم آزاد کشمیر نے کہا کہ عوام کی خدمت ہماری اولین ترجیح ہے اور ترقیاتی منصوبوں کو مکمل کیا جائے گا۔ پیپلز پارٹی کے رہنماؤں نے اجلاس میں شرکت کی اور عوامی مسائل پر بات چیت کی گئی۔ کشمیری عوام کی آزادی کی جدوجہد جاری رہے گی اور بھارتی مظالم کے خلاف آواز بلند کی جائے گی۔ آزاد کشمیر میں پاکستان تحریک انصاف کی جانب سے حکومت کے خلاف تنقید جاری ہے اور مسلم لیگ ن کی قیادت نے انتخابات کے حوالے سے اپنی حکمت عملی واضح کر دی ہے۔ وزیر اعظم آزاد کشمیر نے کہا کہ عوام کی خدمت ہماری اولین ترجیح ہے اور ترقیاتی منصوبوں کو مکمل کیا جائے گا۔ پیپلز پارٹی کے رہنماؤں نے اجلاس میں شرکت کی اور عوامی مسائل پر بات چیت کی گئی۔ کشمیری عوام کی آزادی کی جدوجہد جاری رہے گی اور بھارتی مظالم کے خلاف آواز بلند کی جائے گی۔ آزاد کشمیر میں پاکستان تحریک انصاف کی جانب سے حکومت کے خلاف تنقید جاری ہے اور مسلم لیگ ن کی قیادت نے انتخابات کے حوالے سے اپنی حکمت عملی واضح کر دی ہے۔ وزیر اعظم آزاد کشمیر نے کہا کہ عوام کی خدمت ہماری اولین ترجیح ہے اور ترقیاتی منصوبوں کو مکمل کیا جائے گا۔ پیپلز پارٹی کے رہنماؤں نے اجلاس میں شرکت کی اور عوامی مسائل پر بات چیت کی گئی۔ کشمیری عوام کی آزادی کی جدوجہد جاری رہے گی اور بھارتی مظالم کے خلاف آواز بلند کی جائے گی۔ آزاد کشمیر میں پاکستان تحریک انصاف کی جانب سے حکومت کے خلاف تنقید جاری ہے اور مسلم لیگ ن کی قیادت نے انتخابات کے حوالے سے اپنی حکمت عملی واضح کر دی ہے۔ وزیر اعظم آزاد کشمیر نے کہا کہ عوام کی خدمت ہماری اولین ترجیح ہے اور ترقیاتی منصوبوں کو مکمل کیا جائے گا۔ پیپلز پارٹی کے رہنماؤں نے اجلاس میں شرکت کی اور عوامی مسائل پر بات چیت کی گئی۔ کشمیری عوام کی آزادی کی جدوجہد جاری رہے گی اور بھارتی مظالم کے خلاف آواز بلند کی جائے گی۔ bbox=[91, 1869, 177, 2217]
item-heading bbox=[539, 1008, 624, 1022]
bird-icon bbox=[92, 391, 103, 400]
news-item bbox=[539, 211, 624, 404]
bird-icon bbox=[539, 409, 550, 417]
item-text: آزاد کشمیر میں پاکستان تحریک انصاف کی جانب سے حکومت کے خلاف تنقید جاری ہے اور مسلم لیگ ن کی قیادت نے انتخابات کے حوالے سے اپنی حکمت عملی واضح کر دی ہے۔ وزیر اعظم آزاد کشمیر نے کہا کہ عوام کی خدمت ہماری اولین ترجیح ہے اور ترقیاتی منصوبوں کو مکمل کیا جائے گا۔ پیپلز پارٹی کے رہنماؤں نے اجلاس میں شرکت کی اور عوامی مسائل پر بات چیت کی گئی۔ کشمیری عوام کی آزادی کی جدوجہد جاری رہے گی اور بھارتی مظالم کے خلاف آواز بلند کی جائے گی۔ آزاد کشمیر میں پاکستان تحریک انصاف کی جانب سے حکومت کے خلاف تنقید جاری ہے اور مسلم لیگ ن کی قیادت نے انتخابات کے حوالے سے اپنی حکمت عملی واضح کر دی ہے۔ وزیر اعظم آزاد کشمیر نے کہا کہ عوام کی خدمت ہماری اولین ترجیح ہے اور ترقیاتی منصوبوں کو مکمل کیا جائے گا۔ پیپلز پارٹی کے رہنماؤں نے اجلاس میں شرکت کی اور عوامی مسائل پر بات چیت کی گئی۔ کشمیری عوام کی آزادی کی جدوجہد جاری رہے گی اور بھارتی مظالم کے خلاف آواز بلند کی جائے گی۔ bbox=[539, 626, 624, 803]
item-text: آزاد کشمیر میں پاکستان تحریک انصاف کی جانب سے حکومت کے خلاف تنقید جاری ہے اور مسلم لیگ ن کی قیادت نے انتخابات کے حوالے سے اپنی حکمت عملی واضح کر دی ہے۔ وزیر اعظم آزاد کشمیر نے کہا کہ عوام کی خدمت ہماری اولین ترجیح ہے اور ترقیاتی منصوبوں کو مکمل کیا جائے گا۔ پیپلز پارٹی کے رہنماؤں نے اجلاس میں شرکت کی اور عوامی مسائل پر بات چیت کی گئی۔ کشمیری عوام کی آزادی کی جدوجہد جاری رہے گی اور بھارتی مظالم کے خلاف آواز بلند کی جائے گی۔ آزاد کشمیر میں پاکستان تحریک انصاف کی جانب سے حکومت کے خلاف تنقید جاری ہے اور مسلم لیگ ن کی قیادت نے انتخابات کے حوالے سے اپنی حکمت عملی واضح کر دی ہے۔ وزیر اعظم آزاد کشمیر نے کہا کہ عوام کی خدمت ہماری اولین ترجیح ہے اور ترقیاتی منصوبوں کو مکمل کیا جائے گا۔ پیپلز پارٹی کے رہنماؤں نے اجلاس میں شرکت کی اور عوامی مسائل پر بات چیت کی گئی۔ کشمیری عوام کی آزادی کی جدوجہد جاری رہے گی اور بھارتی مظالم کے خلاف آواز بلند کی جائے گی۔ bbox=[539, 1219, 624, 1396]
item-heading bbox=[539, 15, 624, 29]
news-columns bbox=[0, 13, 626, 2576]
item-heading bbox=[450, 15, 535, 29]
news-item bbox=[2, 1114, 87, 1477]
bird-icon bbox=[2, 18, 13, 27]
gradient-bar bbox=[462, 384, 510, 393]
bird-icon bbox=[271, 915, 282, 923]
item-text: آزاد کشمیر میں پاکستان تحریک انصاف کی جانب سے حکومت کے خلاف تنقید جاری ہے اور مسلم لیگ ن کی قیادت نے انتخابات کے حوالے سے اپنی حکمت عملی واضح کر دی ہے۔ وزیر اعظم آزاد کشمیر نے کہا کہ عوام کی خدمت ہماری اولین ترجیح ہے اور ترقیاتی منصوبوں کو مکمل کیا جائے گا۔ پیپلز پارٹی کے رہنماؤں نے اجلاس میں شرکت کی اور عوامی مسائل پر بات چیت کی گئی۔ کشمیری عوام کی آزادی کی جدوجہد جاری رہے گی اور بھارتی مظالم کے خلاف آواز بلند کی جائے گی۔ آزاد کشمیر میں پاکستان تحریک انصاف کی جانب سے حکومت کے خلاف تنقید جاری ہے اور مسلم لیگ ن کی قیادت نے انتخابات کے حوالے سے اپنی حکمت عملی واضح کر دی ہے۔ وزیر اعظم آزاد کشمیر نے کہا کہ عوام کی خدمت ہماری اولین ترجیح ہے اور ترقیاتی منصوبوں کو مکمل کیا جائے گا۔ پیپلز پارٹی کے رہنماؤں نے اجلاس میں شرکت کی اور عوامی مسائل پر بات چیت کی گئی۔ کشمیری عوام کی آزادی کی جدوجہد جاری رہے گی اور بھارتی مظالم کے خلاف آواز بلند کی جائے گی۔ آزاد کشمیر میں پاکستان تحریک انصاف کی جانب سے حکومت کے خلاف تنقید جاری ہے اور مسلم لیگ ن کی قیادت نے انتخابات کے حوالے سے اپنی حکمت عملی واضح کر دی ہے۔ وزیر اعظم آزاد کشمیر نے کہا کہ عوام کی خدمت ہماری اولین ترجیح ہے اور ترقیاتی منصوبوں کو مکمل کیا جائے گا۔ پیپلز پارٹی کے رہنماؤں نے اجلاس میں شرکت کی اور عوامی مسائل پر بات چیت کی گئی۔ کشمیری عوام کی آزادی کی جدوجہد جاری رہے گی اور بھارتی مظالم کے خلاف آواز بلند کی جائے گی۔ آزاد کشمیر میں پاکستان تحریک انصاف کی جانب سے حکومت کے خلاف تنقید جاری ہے اور مسلم لیگ ن کی قیادت نے انتخابات کے حوالے سے اپنی حکمت عملی واضح کر دی ہے۔ وزیر اعظم آزاد کشمیر نے کہا کہ عوام کی خدمت ہماری اولین ترجیح ہے اور ترقیاتی منصوبوں کو مکمل کیا جائے گا۔ پیپلز پارٹی کے رہنماؤں نے اجلاس میں شرکت کی اور عوامی مسائل پر بات چیت کی گئی۔ کشمیری عوام کی آزادی کی جدوجہد جاری رہے گی اور بھارتی مظالم کے خلاف آواز بلند کی جائے گی۔ bbox=[1, 31, 87, 379]
bird-icon bbox=[92, 1856, 103, 1864]
item-heading bbox=[450, 381, 535, 395]
news-item bbox=[271, 1360, 356, 1806]
item-heading bbox=[92, 388, 177, 402]
news-item bbox=[92, 388, 177, 752]
item-text: آزاد کشمیر میں پاکستان تحریک انصاف کی جانب سے حکومت کے خلاف تنقید جاری ہے اور مسلم لیگ ن کی قیادت نے انتخابات کے حوالے سے اپنی حکمت عملی واضح کر دی ہے۔ وزیر اعظم آزاد کشمیر نے کہا کہ عوام کی خدمت ہماری اولین ترجیح ہے اور ترقیاتی منصوبوں کو مکمل کیا جائے گا۔ پیپلز پارٹی کے رہنماؤں نے اجلاس میں شرکت کی اور عوامی مسائل پر بات چیت کی گئی۔ کشمیری عوام کی آزادی کی جدوجہد جاری رہے گی اور بھارتی مظالم کے خلاف آواز بلند کی جائے گی۔ آزاد کشمیر میں پاکستان تحریک انصاف کی جانب سے حکومت کے خلاف تنقید جاری ہے اور مسلم لیگ ن کی قیادت نے انتخابات کے حوالے سے اپنی حکمت عملی واضح کر دی ہے۔ وزیر اعظم آزاد کشمیر نے کہا کہ عوام کی خدمت ہماری اولین ترجیح ہے اور ترقیاتی منصوبوں کو مکمل کیا جائے گا۔ پیپلز پارٹی کے رہنماؤں نے اجلاس میں شرکت کی اور عوامی مسائل پر بات چیت کی گئی۔ کشمیری عوام کی آزادی کی جدوجہد جاری رہے گی اور بھارتی مظالم کے خلاف آواز بلند کی جائے گی۔ آزاد کشمیر میں پاکستان تحریک انصاف کی جانب سے حکومت کے خلاف تنقید جاری ہے اور مسلم لیگ ن کی قیادت نے انتخابات کے حوالے سے اپنی حکمت عملی واضح کر دی ہے۔ وزیر اعظم آزاد کشمیر نے کہا کہ عوام کی خدمت ہماری اولین ترجیح ہے اور ترقیاتی منصوبوں کو مکمل کیا جائے گا۔ پیپلز پارٹی کے رہنماؤں نے اجلاس میں شرکت کی اور عوامی مسائل پر بات چیت کی گئی۔ کشمیری عوام کی آزادی کی جدوجہد جاری رہے گی اور بھارتی مظالم کے خلاف آواز بلند کی جائے گی۔ آزاد کشمیر میں پاکستان تحریک انصاف کی جانب سے حکومت کے خلاف تنقید جاری ہے اور مسلم لیگ ن کی قیادت نے انتخابات کے حوالے سے اپنی حکمت عملی واضح کر دی ہے۔ وزیر اعظم آزاد کشمیر نے کہا کہ عوام کی خدمت ہماری اولین ترجیح ہے اور ترقیاتی منصوبوں کو مکمل کیا جائے گا۔ پیپلز پارٹی کے رہنماؤں نے اجلاس میں شرکت کی اور عوامی مسائل پر بات چیت کی گئی۔ کشمیری عوام کی آزادی کی جدوجہد جاری رہے گی اور بھارتی مظالم کے خلاف آواز بلند کی جائے گی۔ bbox=[449, 31, 535, 379]
gradient-bar bbox=[15, 750, 63, 759]
item-number: 42 bbox=[154, 1853, 176, 1867]
item-number: 8 bbox=[601, 211, 624, 225]
gradient-bar bbox=[193, 466, 242, 475]
item-heading bbox=[181, 1809, 266, 1823]
bird-icon bbox=[92, 18, 103, 27]
item-text: آزاد کشمیر میں پاکستان تحریک انصاف کی جانب سے حکومت کے خلاف تنقید جاری ہے اور مسلم لیگ ن کی قیادت نے انتخابات کے حوالے سے اپنی حکمت عملی واضح کر دی ہے۔ وزیر اعظم آزاد کشمیر نے کہا کہ عوام کی خدمت ہماری اولین ترجیح ہے اور ترقیاتی منصوبوں کو مکمل کیا جائے گا۔ پیپلز پارٹی کے رہنماؤں نے اجلاس میں شرکت کی اور عوامی مسائل پر بات چیت کی گئی۔ کشمیری عوام کی آزادی کی جدوجہد جاری رہے گی اور بھارتی مظالم کے خلاف آواز بلند کی جائے گی۔ آزاد کشمیر میں پاکستان تحریک انصاف کی جانب سے حکومت کے خلاف تنقید جاری ہے اور مسلم لیگ ن کی قیادت نے انتخابات کے حوالے سے اپنی حکمت عملی واضح کر دی ہے۔ وزیر اعظم آزاد کشمیر نے کہا کہ عوام کی خدمت ہماری اولین ترجیح ہے اور ترقیاتی منصوبوں کو مکمل کیا جائے گا۔ پیپلز پارٹی کے رہنماؤں نے اجلاس میں شرکت کی اور عوامی مسائل پر بات چیت کی گئی۔ کشمیری عوام کی آزادی کی جدوجہد جاری رہے گی اور بھارتی مظالم کے خلاف آواز بلند کی جائے گی۔ bbox=[539, 422, 624, 599]
item-text: آزاد کشمیر میں پاکستان تحریک انصاف کی جانب سے حکومت کے خلاف تنقید جاری ہے اور مسلم لیگ ن کی قیادت نے انتخابات کے حوالے سے اپنی حکمت عملی واضح کر دی ہے۔ وزیر اعظم آزاد کشمیر نے کہا کہ عوام کی خدمت ہماری اولین ترجیح ہے اور ترقیاتی منصوبوں کو مکمل کیا جائے گا۔ پیپلز پارٹی کے رہنماؤں نے اجلاس میں شرکت کی اور عوامی مسائل پر بات چیت کی گئی۔ کشمیری عوام کی آزادی کی جدوجہد جاری رہے گی اور بھارتی مظالم کے خلاف آواز بلند کی جائے گی۔ آزاد کشمیر میں پاکستان تحریک انصاف کی جانب سے حکومت کے خلاف تنقید جاری ہے اور مسلم لیگ ن کی قیادت نے انتخابات کے حوالے سے اپنی حکمت عملی واضح کر دی ہے۔ وزیر اعظم آزاد کشمیر نے کہا کہ عوام کی خدمت ہماری اولین ترجیح ہے اور ترقیاتی منصوبوں کو مکمل کیا جائے گا۔ پیپلز پارٹی کے رہنماؤں نے اجلاس میں شرکت کی اور عوامی مسائل پر بات چیت کی گئی۔ کشمیری عوام کی آزادی کی جدوجہد جاری رہے گی اور بھارتی مظالم کے خلاف آواز بلند کی جائے گی۔ آزاد کشمیر میں پاکستان تحریک انصاف کی جانب سے حکومت کے خلاف تنقید جاری ہے اور مسلم لیگ ن کی قیادت نے انتخابات کے حوالے سے اپنی حکمت عملی واضح کر دی ہے۔ وزیر اعظم آزاد کشمیر نے کہا کہ عوام کی خدمت ہماری اولین ترجیح ہے اور ترقیاتی منصوبوں کو مکمل کیا جائے گا۔ پیپلز پارٹی کے رہنماؤں نے اجلاس میں شرکت کی اور عوامی مسائل پر بات چیت کی گئی۔ کشمیری عوام کی آزادی کی جدوجہد جاری رہے گی اور بھارتی مظالم کے خلاف آواز بلند کی جائے گی۔ آزاد کشمیر میں پاکستان تحریک انصاف کی جانب سے حکومت کے خلاف تنقید جاری ہے اور مسلم لیگ ن کی قیادت نے انتخابات کے حوالے سے اپنی حکمت عملی واضح کر دی ہے۔ وزیر اعظم آزاد کشمیر نے کہا کہ عوام کی خدمت ہماری اولین ترجیح ہے اور ترقیاتی منصوبوں کو مکمل کیا جائے گا۔ پیپلز پارٹی کے رہنماؤں نے اجلاس میں شرکت کی اور عوامی مسائل پر بات چیت کی گئی۔ کشمیری عوام کی آزادی کی جدوجہد جاری رہے گی اور بھارتی مظالم کے خلاف آواز بلند کی جائے گی۔ bbox=[449, 397, 535, 745]
item-heading bbox=[181, 1360, 266, 1374]
item-text: آزاد کشمیر میں پاکستان تحریک انصاف کی جانب سے حکومت کے خلاف تنقید جاری ہے اور مسلم لیگ ن کی قیادت نے انتخابات کے حوالے سے اپنی حکمت عملی واضح کر دی ہے۔ وزیر اعظم آزاد کشمیر نے کہا کہ عوام کی خدمت ہماری اولین ترجیح ہے اور ترقیاتی منصوبوں کو مکمل کیا جائے گا۔ پیپلز پارٹی کے رہنماؤں نے اجلاس میں شرکت کی اور عوامی مسائل پر بات چیت کی گئی۔ کشمیری عوام کی آزادی کی جدوجہد جاری رہے گی اور بھارتی مظالم کے خلاف آواز بلند کی جائے گی۔ آزاد کشمیر میں پاکستان تحریک انصاف کی جانب سے حکومت کے خلاف تنقید جاری ہے اور مسلم لیگ ن کی قیادت نے انتخابات کے حوالے سے اپنی حکمت عملی واضح کر دی ہے۔ وزیر اعظم آزاد کشمیر نے کہا کہ عوام کی خدمت ہماری اولین ترجیح ہے اور ترقیاتی منصوبوں کو مکمل کیا جائے گا۔ پیپلز پارٹی کے رہنماؤں نے اجلاس میں شرکت کی اور عوامی مسائل پر بات چیت کی گئی۔ کشمیری عوام کی آزادی کی جدوجہد جاری رہے گی اور بھارتی مظالم کے خلاف آواز بلند کی جائے گی۔ آزاد کشمیر میں پاکستان تحریک انصاف کی جانب سے حکومت کے خلاف تنقید جاری ہے اور مسلم لیگ ن کی قیادت نے انتخابات کے حوالے سے اپنی حکمت عملی واضح کر دی ہے۔ وزیر اعظم آزاد کشمیر نے کہا کہ عوام کی خدمت ہماری اولین ترجیح ہے اور ترقیاتی منصوبوں کو مکمل کیا جائے گا۔ پیپلز پارٹی کے رہنماؤں نے اجلاس میں شرکت کی اور عوامی مسائل پر بات چیت کی گئی۔ کشمیری عوام کی آزادی کی جدوجہد جاری رہے گی اور بھارتی مظالم کے خلاف آواز بلند کی جائے گی۔ آزاد کشمیر میں پاکستان تحریک انصاف کی جانب سے حکومت کے خلاف تنقید جاری ہے اور مسلم لیگ ن کی قیادت نے انتخابات کے حوالے سے اپنی حکمت عملی واضح کر دی ہے۔ وزیر اعظم آزاد کشمیر نے کہا کہ عوام کی خدمت ہماری اولین ترجیح ہے اور ترقیاتی منصوبوں کو مکمل کیا جائے گا۔ پیپلز پارٹی کے رہنماؤں نے اجلاس میں شرکت کی اور عوامی مسائل پر بات چیت کی گئی۔ کشمیری عوام کی آزادی کی جدوجہد جاری رہے گی اور بھارتی مظالم کے خلاف آواز بلند کی جائے گی۔ bbox=[91, 404, 177, 752]
item-heading bbox=[360, 381, 445, 395]
bird-icon bbox=[271, 1811, 282, 1820]
item-heading bbox=[539, 211, 624, 225]
item-heading bbox=[360, 1126, 445, 1140]
gradient-bar bbox=[283, 18, 331, 27]
news-item bbox=[450, 15, 535, 379]
news-item bbox=[539, 1399, 624, 1592]
item-heading bbox=[271, 1360, 356, 1374]
news-item bbox=[450, 381, 535, 745]
website-link[interactable]: www.babarsaghir.com bbox=[539, 601, 610, 608]
news-item bbox=[181, 464, 266, 909]
news-item bbox=[539, 1204, 624, 1396]
item-number: 35 bbox=[243, 1809, 266, 1823]
item-heading bbox=[539, 2383, 624, 2397]
item-heading bbox=[92, 15, 177, 29]
item-number: 37 bbox=[154, 388, 176, 402]
item-number: 20 bbox=[422, 15, 445, 29]
news-item bbox=[360, 1859, 445, 2222]
item-number: 7 bbox=[601, 2383, 624, 2397]
gradient-bar bbox=[551, 409, 599, 417]
item-number: 29 bbox=[333, 1360, 355, 1374]
page-number: (6) bbox=[297, 1, 309, 9]
news-item bbox=[271, 912, 356, 1358]
gradient-bar bbox=[551, 815, 599, 824]
item-heading bbox=[539, 1985, 624, 1999]
english-tag: University of Massachusetts Amherst USA bbox=[360, 1112, 431, 1124]
item-text: آزاد کشمیر میں پاکستان تحریک انصاف کی جانب سے حکومت کے خلاف تنقید جاری ہے اور مسلم لیگ ن کی قیادت نے انتخابات کے حوالے سے اپنی حکمت عملی واضح کر دی ہے۔ وزیر اعظم آزاد کشمیر نے کہا کہ عوام کی خدمت ہماری اولین ترجیح ہے اور ترقیاتی منصوبوں کو مکمل کیا جائے گا۔ پیپلز پارٹی کے رہنماؤں نے اجلاس میں شرکت کی اور عوامی مسائل پر بات چیت کی گئی۔ کشمیری عوام کی آزادی کی جدوجہد جاری رہے گی اور بھارتی مظالم کے خلاف آواز بلند کی جائے گی۔ آزاد کشمیر میں پاکستان تحریک انصاف کی جانب سے حکومت کے خلاف تنقید جاری ہے اور مسلم لیگ ن کی قیادت نے انتخابات کے حوالے سے اپنی حکمت عملی واضح کر دی ہے۔ وزیر اعظم آزاد کشمیر نے کہا کہ عوام کی خدمت ہماری اولین ترجیح ہے اور ترقیاتی منصوبوں کو مکمل کیا جائے گا۔ پیپلز پارٹی کے رہنماؤں نے اجلاس میں شرکت کی اور عوامی مسائل پر بات چیت کی گئی۔ کشمیری عوام کی آزادی کی جدوجہد جاری رہے گی اور بھارتی مظالم کے خلاف آواز بلند کی جائے گی۔ آزاد کشمیر میں پاکستان تحریک انصاف کی جانب سے حکومت کے خلاف تنقید جاری ہے اور مسلم لیگ ن کی قیادت نے انتخابات کے حوالے سے اپنی حکمت عملی واضح کر دی ہے۔ وزیر اعظم آزاد کشمیر نے کہا کہ عوام کی خدمت ہماری اولین ترجیح ہے اور ترقیاتی منصوبوں کو مکمل کیا جائے گا۔ پیپلز پارٹی کے رہنماؤں نے اجلاس میں شرکت کی اور عوامی مسائل پر بات چیت کی گئی۔ کشمیری عوام کی آزادی کی جدوجہد جاری رہے گی اور بھارتی مظالم کے خلاف آواز بلند کی جائے گی۔ آزاد کشمیر میں پاکستان تحریک انصاف کی جانب سے حکومت کے خلاف تنقید جاری ہے اور مسلم لیگ ن کی قیادت نے انتخابات کے حوالے سے اپنی حکمت عملی واضح کر دی ہے۔ وزیر اعظم آزاد کشمیر نے کہا کہ عوام کی خدمت ہماری اولین ترجیح ہے اور ترقیاتی منصوبوں کو مکمل کیا جائے گا۔ پیپلز پارٹی کے رہنماؤں نے اجلاس میں شرکت کی اور عوامی مسائل پر بات چیت کی گئی۔ کشمیری عوام کی آزادی کی جدوجہد جاری رہے گی اور بھارتی مظالم کے خلاف آواز بلند کی جائے گی۔ bbox=[1, 397, 87, 745]
item-number: 19 bbox=[512, 1846, 534, 1860]
item-text: آزاد کشمیر میں پاکستان تحریک انصاف کی جانب سے حکومت کے خلاف تنقید جاری ہے اور مسلم لیگ ن کی قیادت نے انتخابات کے حوالے سے اپنی حکمت عملی واضح کر دی ہے۔ وزیر اعظم آزاد کشمیر نے کہا کہ عوام کی خدمت ہماری اولین ترجیح ہے اور ترقیاتی منصوبوں کو مکمل کیا جائے گا۔ پیپلز پارٹی کے رہنماؤں نے اجلاس میں شرکت کی اور عوامی مسائل پر بات چیت کی گئی۔ کشمیری عوام کی آزادی کی جدوجہد جاری رہے گی اور بھارتی مظالم کے خلاف آواز بلند کی جائے گی۔ آزاد کشمیر میں پاکستان تحریک انصاف کی جانب سے حکومت کے خلاف تنقید جاری ہے اور مسلم لیگ ن کی قیادت نے انتخابات کے حوالے سے اپنی حکمت عملی واضح کر دی ہے۔ وزیر اعظم آزاد کشمیر نے کہا کہ عوام کی خدمت ہماری اولین ترجیح ہے اور ترقیاتی منصوبوں کو مکمل کیا جائے گا۔ پیپلز پارٹی کے رہنماؤں نے اجلاس میں شرکت کی اور عوامی مسائل پر بات چیت کی گئی۔ کشمیری عوام کی آزادی کی جدوجہد جاری رہے گی اور بھارتی مظالم کے خلاف آواز بلند کی جائے گی۔ آزاد کشمیر میں پاکستان تحریک انصاف کی جانب سے حکومت کے خلاف تنقید جاری ہے اور مسلم لیگ ن کی قیادت نے انتخابات کے حوالے سے اپنی حکمت عملی واضح کر دی ہے۔ وزیر اعظم آزاد کشمیر نے کہا کہ عوام کی خدمت ہماری اولین ترجیح ہے اور ترقیاتی منصوبوں کو مکمل کیا جائے گا۔ پیپلز پارٹی کے رہنماؤں نے اجلاس میں شرکت کی اور عوامی مسائل پر بات چیت کی گئی۔ کشمیری عوام کی آزادی کی جدوجہد جاری رہے گی اور بھارتی مظالم کے خلاف آواز بلند کی جائے گی۔ آزاد کشمیر میں پاکستان تحریک انصاف کی جانب سے حکومت کے خلاف تنقید جاری ہے اور مسلم لیگ ن کی قیادت نے انتخابات کے حوالے سے اپنی حکمت عملی واضح کر دی ہے۔ وزیر اعظم آزاد کشمیر نے کہا کہ عوام کی خدمت ہماری اولین ترجیح ہے اور ترقیاتی منصوبوں کو مکمل کیا جائے گا۔ پیپلز پارٹی کے رہنماؤں نے اجلاس میں شرکت کی اور عوامی مسائل پر بات چیت کی گئی۔ کشمیری عوام کی آزادی کی جدوجہد جاری رہے گی اور بھارتی مظالم کے خلاف آواز بلند کی جائے گی۔ bbox=[91, 1137, 177, 1484]
item-number: 34 bbox=[243, 1360, 266, 1374]
item-heading bbox=[2, 1846, 87, 1860]
english-tag: MSFN bbox=[91, 380, 106, 386]
news-column bbox=[447, 13, 537, 2210]
news-item bbox=[360, 748, 445, 1124]
bird-icon bbox=[92, 757, 103, 766]
gradient-bar bbox=[193, 18, 242, 27]
gradient-bar bbox=[104, 391, 152, 400]
item-number: 39 bbox=[154, 755, 176, 768]
news-item bbox=[360, 15, 445, 379]
bird-icon bbox=[2, 750, 13, 759]
gradient-bar bbox=[15, 384, 63, 393]
english-tag: NOC bbox=[539, 2375, 551, 2381]
item-number: 32 bbox=[243, 464, 266, 478]
bird-icon bbox=[450, 1116, 461, 1125]
item-text: آزاد کشمیر میں پاکستان تحریک انصاف کی جانب سے حکومت کے خلاف تنقید جاری ہے اور مسلم لیگ ن کی قیادت نے انتخابات کے حوالے سے اپنی حکمت عملی واضح کر دی ہے۔ وزیر اعظم آزاد کشمیر نے کہا کہ عوام کی خدمت ہماری اولین ترجیح ہے اور ترقیاتی منصوبوں کو مکمل کیا جائے گا۔ پیپلز پارٹی کے رہنماؤں نے اجلاس میں شرکت کی اور عوامی مسائل پر بات چیت کی گئی۔ کشمیری عوام کی آزادی کی جدوجہد جاری رہے گی اور بھارتی مظالم کے خلاف آواز بلند کی جائے گی۔ آزاد کشمیر میں پاکستان تحریک انصاف کی جانب سے حکومت کے خلاف تنقید جاری ہے اور مسلم لیگ ن کی قیادت نے انتخابات کے حوالے سے اپنی حکمت عملی واضح کر دی ہے۔ وزیر اعظم آزاد کشمیر نے کہا کہ عوام کی خدمت ہماری اولین ترجیح ہے اور ترقیاتی منصوبوں کو مکمل کیا جائے گا۔ پیپلز پارٹی کے رہنماؤں نے اجلاس میں شرکت کی اور عوامی مسائل پر بات چیت کی گئی۔ کشمیری عوام کی آزادی کی جدوجہد جاری رہے گی اور بھارتی مظالم کے خلاف آواز بلند کی جائے گی۔ bbox=[539, 1610, 624, 1787]
